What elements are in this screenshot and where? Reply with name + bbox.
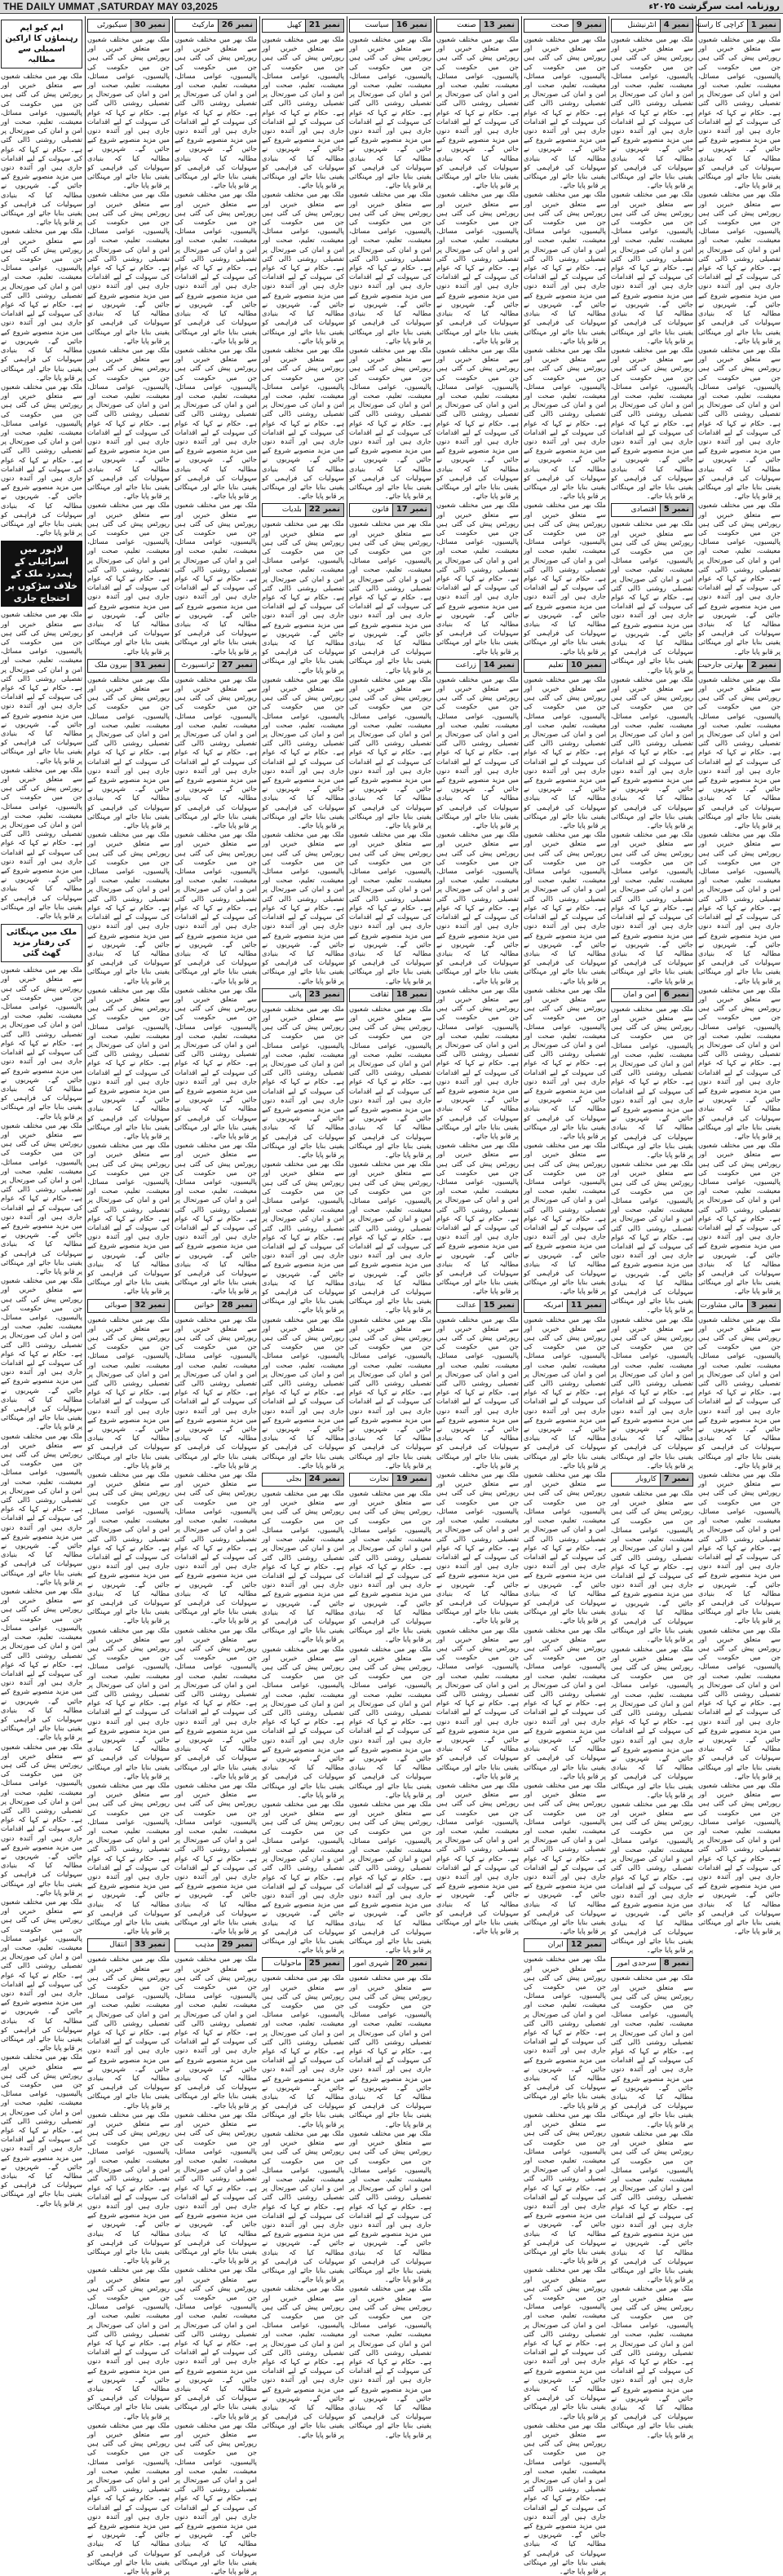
section-title: کھیل	[286, 21, 302, 29]
section-title: تعلیم	[548, 661, 564, 669]
article-paragraph: ملک بھر میں مختلف شعبوں سے متعلق خبریں اور رپورٹس پیش کی گئی ہیں جن میں حکومت کی پالیسیوں، عوامی مسائل، معیشت، تعلیم، صحت اور امن و امان کی صورتحال پر تفصیلی روشنی ڈالی گئی ہے۔ حکام نے کہا کہ عوام کی سہولت کے لیے اقدامات جاری ہیں اور آئندہ دنوں میں مزید منصوبے شروع کیے جائیں گے۔ شہریوں نے مطالبہ کیا کہ بنیادی سہولیات کی فراہمی کو یقینی بنایا جائے اور مہنگائی پر قابو پایا جائے۔	[349, 1315, 431, 1469]
article-paragraph: ملک بھر میں مختلف شعبوں سے متعلق خبریں اور رپورٹس پیش کی گئی ہیں جن میں حکومت کی پالیسیوں، عوامی مسائل، معیشت، تعلیم، صحت اور امن و امان کی صورتحال پر تفصیلی روشنی ڈالی گئی ہے۔ حکام نے کہا کہ عوام کی سہولت کے لیے اقدامات جاری ہیں اور آئندہ دنوں میں مزید منصوبے شروع کیے جائیں گے۔ شہریوں نے مطالبہ کیا کہ بنیادی سہولیات کی فراہمی کو یقینی بنایا جائے اور مہنگائی پر قابو پایا جائے۔	[1, 1431, 82, 1586]
column-rule	[696, 16, 697, 1442]
article-paragraph: ملک بھر میں مختلف شعبوں سے متعلق خبریں اور رپورٹس پیش کی گئی ہیں جن میں حکومت کی پالیسیوں، عوامی مسائل، معیشت، تعلیم، صحت اور امن و امان کی صورتحال پر تفصیلی روشنی ڈالی گئی ہے۔ حکام نے کہا کہ عوام کی سہولت کے لیے اقدامات جاری ہیں اور آئندہ دنوں میں مزید منصوبے شروع کیے جائیں گے۔ شہریوں نے مطالبہ کیا کہ بنیادی سہولیات کی فراہمی کو یقینی بنایا جائے اور مہنگائی پر قابو پایا جائے۔	[175, 2265, 257, 2420]
lead-subhead: ملک میں مہنگائی کی رفتار مزید گھٹ گئی	[1, 924, 82, 962]
section-number: نمبر 5	[660, 504, 692, 516]
article-paragraph: ملک بھر میں مختلف شعبوں سے متعلق خبریں اور رپورٹس پیش کی گئی ہیں جن میں حکومت کی پالیسیوں، عوامی مسائل، معیشت، تعلیم، صحت اور امن و امان کی صورتحال پر تفصیلی روشنی ڈالی گئی ہے۔ حکام نے کہا کہ عوام کی سہولت کے لیے اقدامات جاری ہیں اور آئندہ دنوں میں مزید منصوبے شروع کیے جائیں گے۔ شہریوں نے مطالبہ کیا کہ بنیادی سہولیات کی فراہمی کو یقینی بنایا جائے اور مہنگائی پر قابو پایا جائے۔	[1, 2052, 82, 2207]
article-paragraph: ملک بھر میں مختلف شعبوں سے متعلق خبریں اور رپورٹس پیش کی گئی ہیں جن میں حکومت کی پالیسیوں، عوامی مسائل، معیشت، تعلیم، صحت اور امن و امان کی صورتحال پر تفصیلی روشنی ڈالی گئی ہے۔ حکام نے کہا کہ عوام کی سہولت کے لیے اقدامات جاری ہیں اور آئندہ دنوں میں مزید منصوبے شروع کیے جائیں گے۔ شہریوں نے مطالبہ کیا کہ بنیادی سہولیات کی فراہمی کو یقینی بنایا جائے اور مہنگائی پر قابو پایا جائے۔	[436, 35, 519, 190]
article-paragraph: ملک بھر میں مختلف شعبوں سے متعلق خبریں اور رپورٹس پیش کی گئی ہیں جن میں حکومت کی پالیسیوں، عوامی مسائل، معیشت، تعلیم، صحت اور امن و امان کی صورتحال پر تفصیلی روشنی ڈالی گئی ہے۔ حکام نے کہا کہ عوام کی سہولت کے لیے اقدامات جاری ہیں اور آئندہ دنوں میں مزید منصوبے شروع کیے جائیں گے۔ شہریوں نے مطالبہ کیا کہ بنیادی سہولیات کی فراہمی کو یقینی بنایا جائے اور مہنگائی پر قابو پایا جائے۔	[175, 830, 257, 985]
section-number: نمبر 25	[305, 1958, 343, 1970]
section-heading	[175, 19, 257, 33]
article-paragraph: ملک بھر میں مختلف شعبوں سے متعلق خبریں اور رپورٹس پیش کی گئی ہیں جن میں حکومت کی پالیسیوں، عوامی مسائل، معیشت، تعلیم، صحت اور امن و امان کی صورتحال پر تفصیلی روشنی ڈالی گئی ہے۔ حکام نے کہا کہ عوام کی سہولت کے لیے اقدامات جاری ہیں اور آئندہ دنوں میں مزید منصوبے شروع کیے جائیں گے۔ شہریوں نے مطالبہ کیا کہ بنیادی سہولیات کی فراہمی کو یقینی بنایا جائے اور مہنگائی پر قابو پایا جائے۔	[262, 2128, 344, 2284]
article-paragraph: ملک بھر میں مختلف شعبوں سے متعلق خبریں اور رپورٹس پیش کی گئی ہیں جن میں حکومت کی پالیسیوں، عوامی مسائل، معیشت، تعلیم، صحت اور امن و امان کی صورتحال پر تفصیلی روشنی ڈالی گئی ہے۔ حکام نے کہا کہ عوام کی سہولت کے لیے اقدامات جاری ہیں اور آئندہ دنوں میں مزید منصوبے شروع کیے جائیں گے۔ شہریوں نے مطالبہ کیا کہ بنیادی سہولیات کی فراہمی کو یقینی بنایا جائے اور مہنگائی پر قابو پایا جائے۔	[1, 1276, 82, 1431]
article-paragraph: ملک بھر میں مختلف شعبوں سے متعلق خبریں اور رپورٹس پیش کی گئی ہیں جن میں حکومت کی پالیسیوں، عوامی مسائل، معیشت، تعلیم، صحت اور امن و امان کی صورتحال پر تفصیلی روشنی ڈالی گئی ہے۔ حکام نے کہا کہ عوام کی سہولت کے لیے اقدامات جاری ہیں اور آئندہ دنوں میں مزید منصوبے شروع کیے جائیں گے۔ شہریوں نے مطالبہ کیا کہ بنیادی سہولیات کی فراہمی کو یقینی بنایا جائے اور مہنگائی پر قابو پایا جائے۔	[1, 72, 82, 227]
article-paragraph: ملک بھر میں مختلف شعبوں سے متعلق خبریں اور رپورٹس پیش کی گئی ہیں جن میں حکومت کی پالیسیوں، عوامی مسائل، معیشت، تعلیم، صحت اور امن و امان کی صورتحال پر تفصیلی روشنی ڈالی گئی ہے۔ حکام نے کہا کہ عوام کی سہولت کے لیے اقدامات جاری ہیں اور آئندہ دنوں میں مزید منصوبے شروع کیے جائیں گے۔ شہریوں نے مطالبہ کیا کہ بنیادی سہولیات کی فراہمی کو یقینی بنایا جائے اور مہنگائی پر قابو پایا جائے۔	[175, 1141, 257, 1296]
article-paragraph: ملک بھر میں مختلف شعبوں سے متعلق خبریں اور رپورٹس پیش کی گئی ہیں جن میں حکومت کی پالیسیوں، عوامی مسائل، معیشت، تعلیم، صحت اور امن و امان کی صورتحال پر تفصیلی روشنی ڈالی گئی ہے۔ حکام نے کہا کہ عوام کی سہولت کے لیے اقدامات جاری ہیں اور آئندہ دنوں میں مزید منصوبے شروع کیے جائیں گے۔ شہریوں نے مطالبہ کیا کہ بنیادی سہولیات کی فراہمی کو یقینی بنایا جائے اور مہنگائی پر قابو پایا جائے۔	[175, 1780, 257, 1936]
article-paragraph: ملک بھر میں مختلف شعبوں سے متعلق خبریں اور رپورٹس پیش کی گئی ہیں جن میں حکومت کی پالیسیوں، عوامی مسائل، معیشت، تعلیم، صحت اور امن و امان کی صورتحال پر تفصیلی روشنی ڈالی گئی ہے۔ حکام نے کہا کہ عوام کی سہولت کے لیے اقدامات جاری ہیں اور آئندہ دنوں میں مزید منصوبے شروع کیے جائیں گے۔ شہریوں نے مطالبہ کیا کہ بنیادی سہولیات کی فراہمی کو یقینی بنایا جائے اور مہنگائی پر قابو پایا جائے۔	[87, 674, 170, 830]
article-paragraph: ملک بھر میں مختلف شعبوں سے متعلق خبریں اور رپورٹس پیش کی گئی ہیں جن میں حکومت کی پالیسیوں، عوامی مسائل، معیشت، تعلیم، صحت اور امن و امان کی صورتحال پر تفصیلی روشنی ڈالی گئی ہے۔ حکام نے کہا کہ عوام کی سہولت کے لیے اقدامات جاری ہیں اور آئندہ دنوں میں مزید منصوبے شروع کیے جائیں گے۔ شہریوں نے مطالبہ کیا کہ بنیادی سہولیات کی فراہمی کو یقینی بنایا جائے اور مہنگائی پر قابو پایا جائے۔	[611, 519, 693, 674]
article-paragraph: ملک بھر میں مختلف شعبوں سے متعلق خبریں اور رپورٹس پیش کی گئی ہیں جن میں حکومت کی پالیسیوں، عوامی مسائل، معیشت، تعلیم، صحت اور امن و امان کی صورتحال پر تفصیلی روشنی ڈالی گئی ہے۔ حکام نے کہا کہ عوام کی سہولت کے لیے اقدامات جاری ہیں اور آئندہ دنوں میں مزید منصوبے شروع کیے جائیں گے۔ شہریوں نے مطالبہ کیا کہ بنیادی سہولیات کی فراہمی کو یقینی بنایا جائے اور مہنگائی پر قابو پایا جائے۔	[349, 1644, 431, 1799]
article-paragraph: ملک بھر میں مختلف شعبوں سے متعلق خبریں اور رپورٹس پیش کی گئی ہیں جن میں حکومت کی پالیسیوں، عوامی مسائل، معیشت، تعلیم، صحت اور امن و امان کی صورتحال پر تفصیلی روشنی ڈالی گئی ہے۔ حکام نے کہا کہ عوام کی سہولت کے لیے اقدامات جاری ہیں اور آئندہ دنوں میں مزید منصوبے شروع کیے جائیں گے۔ شہریوں نے مطالبہ کیا کہ بنیادی سہولیات کی فراہمی کو یقینی بنایا جائے اور مہنگائی پر قابو پایا جائے۔	[524, 1780, 606, 1936]
article-paragraph: ملک بھر میں مختلف شعبوں سے متعلق خبریں اور رپورٹس پیش کی گئی ہیں جن میں حکومت کی پالیسیوں، عوامی مسائل، معیشت، تعلیم، صحت اور امن و امان کی صورتحال پر تفصیلی روشنی ڈالی گئی ہے۔ حکام نے کہا کہ عوام کی سہولت کے لیے اقدامات جاری ہیں اور آئندہ دنوں میں مزید منصوبے شروع کیے جائیں گے۔ شہریوں نے مطالبہ کیا کہ بنیادی سہولیات کی فراہمی کو یقینی بنایا جائے اور مہنگائی پر قابو پایا جائے۔	[262, 1644, 344, 1799]
article-paragraph: ملک بھر میں مختلف شعبوں سے متعلق خبریں اور رپورٹس پیش کی گئی ہیں جن میں حکومت کی پالیسیوں، عوامی مسائل، معیشت، تعلیم، صحت اور امن و امان کی صورتحال پر تفصیلی روشنی ڈالی گئی ہے۔ حکام نے کہا کہ عوام کی سہولت کے لیے اقدامات جاری ہیں اور آئندہ دنوں میں مزید منصوبے شروع کیے جائیں گے۔ شہریوں نے مطالبہ کیا کہ بنیادی سہولیات کی فراہمی کو یقینی بنایا جائے اور مہنگائی پر قابو پایا جائے۔	[698, 190, 781, 345]
article-paragraph: ملک بھر میں مختلف شعبوں سے متعلق خبریں اور رپورٹس پیش کی گئی ہیں جن میں حکومت کی پالیسیوں، عوامی مسائل، معیشت، تعلیم، صحت اور امن و امان کی صورتحال پر تفصیلی روشنی ڈالی گئی ہے۔ حکام نے کہا کہ عوام کی سہولت کے لیے اقدامات جاری ہیں اور آئندہ دنوں میں مزید منصوبے شروع کیے جائیں گے۔ شہریوں نے مطالبہ کیا کہ بنیادی سہولیات کی فراہمی کو یقینی بنایا جائے اور مہنگائی پر قابو پایا جائے۔	[262, 1160, 344, 1315]
section-title: صنعت	[457, 21, 476, 29]
section-heading	[524, 1299, 606, 1313]
section-number: نمبر 14	[480, 660, 518, 672]
section-heading	[436, 1299, 519, 1313]
section-number: نمبر 23	[305, 989, 343, 1001]
section-number: نمبر 9	[573, 20, 605, 32]
section-number: نمبر 10	[567, 660, 605, 672]
article-paragraph: ملک بھر میں مختلف شعبوں سے متعلق خبریں اور رپورٹس پیش کی گئی ہیں جن میں حکومت کی پالیسیوں، عوامی مسائل، معیشت، تعلیم، صحت اور امن و امان کی صورتحال پر تفصیلی روشنی ڈالی گئی ہے۔ حکام نے کہا کہ عوام کی سہولت کے لیے اقدامات جاری ہیں اور آئندہ دنوں میں مزید منصوبے شروع کیے جائیں گے۔ شہریوں نے مطالبہ کیا کہ بنیادی سہولیات کی فراہمی کو یقینی بنایا جائے اور مہنگائی پر قابو پایا جائے۔	[87, 1470, 170, 1625]
section-number: نمبر 17	[392, 504, 431, 516]
section-heading	[87, 19, 170, 33]
article-paragraph: ملک بھر میں مختلف شعبوں سے متعلق خبریں اور رپورٹس پیش کی گئی ہیں جن میں حکومت کی پالیسیوں، عوامی مسائل، معیشت، تعلیم، صحت اور امن و امان کی صورتحال پر تفصیلی روشنی ڈالی گئی ہے۔ حکام نے کہا کہ عوام کی سہولت کے لیے اقدامات جاری ہیں اور آئندہ دنوں میں مزید منصوبے شروع کیے جائیں گے۔ شہریوں نے مطالبہ کیا کہ بنیادی سہولیات کی فراہمی کو یقینی بنایا جائے اور مہنگائی پر قابو پایا جائے۔	[87, 345, 170, 501]
section-heading	[611, 1957, 693, 1971]
section-number: نمبر 22	[305, 504, 343, 516]
article-paragraph: ملک بھر میں مختلف شعبوں سے متعلق خبریں اور رپورٹس پیش کی گئی ہیں جن میں حکومت کی پالیسیوں، عوامی مسائل، معیشت، تعلیم، صحت اور امن و امان کی صورتحال پر تفصیلی روشنی ڈالی گئی ہے۔ حکام نے کہا کہ عوام کی سہولت کے لیے اقدامات جاری ہیں اور آئندہ دنوں میں مزید منصوبے شروع کیے جائیں گے۔ شہریوں نے مطالبہ کیا کہ بنیادی سہولیات کی فراہمی کو یقینی بنایا جائے اور مہنگائی پر قابو پایا جائے۔	[611, 1799, 693, 1955]
article-paragraph: ملک بھر میں مختلف شعبوں سے متعلق خبریں اور رپورٹس پیش کی گئی ہیں جن میں حکومت کی پالیسیوں، عوامی مسائل، معیشت، تعلیم، صحت اور امن و امان کی صورتحال پر تفصیلی روشنی ڈالی گئی ہے۔ حکام نے کہا کہ عوام کی سہولت کے لیے اقدامات جاری ہیں اور آئندہ دنوں میں مزید منصوبے شروع کیے جائیں گے۔ شہریوں نے مطالبہ کیا کہ بنیادی سہولیات کی فراہمی کو یقینی بنایا جائے اور مہنگائی پر قابو پایا جائے۔	[349, 2128, 431, 2284]
column-5	[347, 16, 434, 2439]
article-paragraph: ملک بھر میں مختلف شعبوں سے متعلق خبریں اور رپورٹس پیش کی گئی ہیں جن میں حکومت کی پالیسیوں، عوامی مسائل، معیشت، تعلیم، صحت اور امن و امان کی صورتحال پر تفصیلی روشنی ڈالی گئی ہے۔ حکام نے کہا کہ عوام کی سہولت کے لیے اقدامات جاری ہیں اور آئندہ دنوں میں مزید منصوبے شروع کیے جائیں گے۔ شہریوں نے مطالبہ کیا کہ بنیادی سہولیات کی فراہمی کو یقینی بنایا جائے اور مہنگائی پر قابو پایا جائے۔	[87, 2110, 170, 2265]
section-number: نمبر 15	[480, 1300, 518, 1312]
article-paragraph: ملک بھر میں مختلف شعبوں سے متعلق خبریں اور رپورٹس پیش کی گئی ہیں جن میں حکومت کی پالیسیوں، عوامی مسائل، معیشت، تعلیم، صحت اور امن و امان کی صورتحال پر تفصیلی روشنی ڈالی گئی ہے۔ حکام نے کہا کہ عوام کی سہولت کے لیے اقدامات جاری ہیں اور آئندہ دنوں میں مزید منصوبے شروع کیے جائیں گے۔ شہریوں نے مطالبہ کیا کہ بنیادی سہولیات کی فراہمی کو یقینی بنایا جائے اور مہنگائی پر قابو پایا جائے۔	[262, 674, 344, 830]
article-paragraph: ملک بھر میں مختلف شعبوں سے متعلق خبریں اور رپورٹس پیش کی گئی ہیں جن میں حکومت کی پالیسیوں، عوامی مسائل، معیشت، تعلیم، صحت اور امن و امان کی صورتحال پر تفصیلی روشنی ڈالی گئی ہے۔ حکام نے کہا کہ عوام کی سہولت کے لیے اقدامات جاری ہیں اور آئندہ دنوں میں مزید منصوبے شروع کیے جائیں گے۔ شہریوں نے مطالبہ کیا کہ بنیادی سہولیات کی فراہمی کو یقینی بنایا جائے اور مہنگائی پر قابو پایا جائے۔	[175, 674, 257, 830]
article-paragraph: ملک بھر میں مختلف شعبوں سے متعلق خبریں اور رپورٹس پیش کی گئی ہیں جن میں حکومت کی پالیسیوں، عوامی مسائل، معیشت، تعلیم، صحت اور امن و امان کی صورتحال پر تفصیلی روشنی ڈالی گئی ہے۔ حکام نے کہا کہ عوام کی سہولت کے لیے اقدامات جاری ہیں اور آئندہ دنوں میں مزید منصوبے شروع کیے جائیں گے۔ شہریوں نے مطالبہ کیا کہ بنیادی سہولیات کی فراہمی کو یقینی بنایا جائے اور مہنگائی پر قابو پایا جائے۔	[436, 1625, 519, 1780]
article-paragraph: ملک بھر میں مختلف شعبوں سے متعلق خبریں اور رپورٹس پیش کی گئی ہیں جن میں حکومت کی پالیسیوں، عوامی مسائل، معیشت، تعلیم، صحت اور امن و امان کی صورتحال پر تفصیلی روشنی ڈالی گئی ہے۔ حکام نے کہا کہ عوام کی سہولت کے لیے اقدامات جاری ہیں اور آئندہ دنوں میں مزید منصوبے شروع کیے جائیں گے۔ شہریوں نے مطالبہ کیا کہ بنیادی سہولیات کی فراہمی کو یقینی بنایا جائے اور مہنگائی پر قابو پایا جائے۔	[262, 1315, 344, 1469]
article-paragraph: ملک بھر میں مختلف شعبوں سے متعلق خبریں اور رپورٹس پیش کی گئی ہیں جن میں حکومت کی پالیسیوں، عوامی مسائل، معیشت، تعلیم، صحت اور امن و امان کی صورتحال پر تفصیلی روشنی ڈالی گئی ہے۔ حکام نے کہا کہ عوام کی سہولت کے لیے اقدامات جاری ہیں اور آئندہ دنوں میں مزید منصوبے شروع کیے جائیں گے۔ شہریوں نے مطالبہ کیا کہ بنیادی سہولیات کی فراہمی کو یقینی بنایا جائے اور مہنگائی پر قابو پایا جائے۔	[1, 1120, 82, 1275]
column-3	[521, 16, 608, 2576]
section-number: نمبر 33	[130, 1939, 169, 1951]
section-title: قانون	[372, 506, 389, 515]
section-title: زراعت	[455, 661, 476, 669]
article-paragraph: ملک بھر میں مختلف شعبوں سے متعلق خبریں اور رپورٹس پیش کی گئی ہیں جن میں حکومت کی پالیسیوں، عوامی مسائل، معیشت، تعلیم، صحت اور امن و امان کی صورتحال پر تفصیلی روشنی ڈالی گئی ہے۔ حکام نے کہا کہ عوام کی سہولت کے لیے اقدامات جاری ہیں اور آئندہ دنوں میں مزید منصوبے شروع کیے جائیں گے۔ شہریوں نے مطالبہ کیا کہ بنیادی سہولیات کی فراہمی کو یقینی بنایا جائے اور مہنگائی پر قابو پایا جائے۔	[175, 985, 257, 1140]
article-paragraph: ملک بھر میں مختلف شعبوں سے متعلق خبریں اور رپورٹس پیش کی گئی ہیں جن میں حکومت کی پالیسیوں، عوامی مسائل، معیشت، تعلیم، صحت اور امن و امان کی صورتحال پر تفصیلی روشنی ڈالی گئی ہے۔ حکام نے کہا کہ عوام کی سہولت کے لیے اقدامات جاری ہیں اور آئندہ دنوں میں مزید منصوبے شروع کیے جائیں گے۔ شہریوں نے مطالبہ کیا کہ بنیادی سہولیات کی فراہمی کو یقینی بنایا جائے اور مہنگائی پر قابو پایا جائے۔	[349, 1489, 431, 1644]
article-paragraph: ملک بھر میں مختلف شعبوں سے متعلق خبریں اور رپورٹس پیش کی گئی ہیں جن میں حکومت کی پالیسیوں، عوامی مسائل، معیشت، تعلیم، صحت اور امن و امان کی صورتحال پر تفصیلی روشنی ڈالی گئی ہے۔ حکام نے کہا کہ عوام کی سہولت کے لیے اقدامات جاری ہیں اور آئندہ دنوں میں مزید منصوبے شروع کیے جائیں گے۔ شہریوں نے مطالبہ کیا کہ بنیادی سہولیات کی فراہمی کو یقینی بنایا جائے اور مہنگائی پر قابو پایا جائے۔	[87, 830, 170, 985]
section-heading	[175, 1938, 257, 1952]
article-paragraph: ملک بھر میں مختلف شعبوں سے متعلق خبریں اور رپورٹس پیش کی گئی ہیں جن میں حکومت کی پالیسیوں، عوامی مسائل، معیشت، تعلیم، صحت اور امن و امان کی صورتحال پر تفصیلی روشنی ڈالی گئی ہے۔ حکام نے کہا کہ عوام کی سہولت کے لیے اقدامات جاری ہیں اور آئندہ دنوں میں مزید منصوبے شروع کیے جائیں گے۔ شہریوں نے مطالبہ کیا کہ بنیادی سہولیات کی فراہمی کو یقینی بنایا جائے اور مہنگائی پر قابو پایا جائے۔	[436, 1315, 519, 1469]
article-paragraph: ملک بھر میں مختلف شعبوں سے متعلق خبریں اور رپورٹس پیش کی گئی ہیں جن میں حکومت کی پالیسیوں، عوامی مسائل، معیشت، تعلیم، صحت اور امن و امان کی صورتحال پر تفصیلی روشنی ڈالی گئی ہے۔ حکام نے کہا کہ عوام کی سہولت کے لیے اقدامات جاری ہیں اور آئندہ دنوں میں مزید منصوبے شروع کیے جائیں گے۔ شہریوں نے مطالبہ کیا کہ بنیادی سہولیات کی فراہمی کو یقینی بنایا جائے اور مہنگائی پر قابو پایا جائے۔	[175, 2420, 257, 2576]
article-paragraph: ملک بھر میں مختلف شعبوں سے متعلق خبریں اور رپورٹس پیش کی گئی ہیں جن میں حکومت کی پالیسیوں، عوامی مسائل، معیشت، تعلیم، صحت اور امن و امان کی صورتحال پر تفصیلی روشنی ڈالی گئی ہے۔ حکام نے کہا کہ عوام کی سہولت کے لیے اقدامات جاری ہیں اور آئندہ دنوں میں مزید منصوبے شروع کیے جائیں گے۔ شہریوں نے مطالبہ کیا کہ بنیادی سہولیات کی فراہمی کو یقینی بنایا جائے اور مہنگائی پر قابو پایا جائے۔	[611, 1004, 693, 1159]
article-paragraph: ملک بھر میں مختلف شعبوں سے متعلق خبریں اور رپورٹس پیش کی گئی ہیں جن میں حکومت کی پالیسیوں، عوامی مسائل، معیشت، تعلیم، صحت اور امن و امان کی صورتحال پر تفصیلی روشنی ڈالی گئی ہے۔ حکام نے کہا کہ عوام کی سہولت کے لیے اقدامات جاری ہیں اور آئندہ دنوں میں مزید منصوبے شروع کیے جائیں گے۔ شہریوں نے مطالبہ کیا کہ بنیادی سہولیات کی فراہمی کو یقینی بنایا جائے اور مہنگائی پر قابو پایا جائے۔	[698, 1315, 781, 1469]
article-paragraph: ملک بھر میں مختلف شعبوں سے متعلق خبریں اور رپورٹس پیش کی گئی ہیں جن میں حکومت کی پالیسیوں، عوامی مسائل، معیشت، تعلیم، صحت اور امن و امان کی صورتحال پر تفصیلی روشنی ڈالی گئی ہے۔ حکام نے کہا کہ عوام کی سہولت کے لیے اقدامات جاری ہیں اور آئندہ دنوں میں مزید منصوبے شروع کیے جائیں گے۔ شہریوں نے مطالبہ کیا کہ بنیادی سہولیات کی فراہمی کو یقینی بنایا جائے اور مہنگائی پر قابو پایا جائے۔	[436, 830, 519, 985]
column-6	[259, 16, 347, 2439]
article-paragraph: ملک بھر میں مختلف شعبوں سے متعلق خبریں اور رپورٹس پیش کی گئی ہیں جن میں حکومت کی پالیسیوں، عوامی مسائل، معیشت، تعلیم، صحت اور امن و امان کی صورتحال پر تفصیلی روشنی ڈالی گئی ہے۔ حکام نے کہا کہ عوام کی سہولت کے لیے اقدامات جاری ہیں اور آئندہ دنوں میں مزید منصوبے شروع کیے جائیں گے۔ شہریوں نے مطالبہ کیا کہ بنیادی سہولیات کی فراہمی کو یقینی بنایا جائے اور مہنگائی پر قابو پایا جائے۔	[524, 501, 606, 656]
section-number: نمبر 26	[218, 20, 256, 32]
section-heading	[694, 19, 781, 33]
article-paragraph: ملک بھر میں مختلف شعبوں سے متعلق خبریں اور رپورٹس پیش کی گئی ہیں جن میں حکومت کی پالیسیوں، عوامی مسائل، معیشت، تعلیم، صحت اور امن و امان کی صورتحال پر تفصیلی روشنی ڈالی گئی ہے۔ حکام نے کہا کہ عوام کی سہولت کے لیے اقدامات جاری ہیں اور آئندہ دنوں میں مزید منصوبے شروع کیے جائیں گے۔ شہریوں نے مطالبہ کیا کہ بنیادی سہولیات کی فراہمی کو یقینی بنایا جائے اور مہنگائی پر قابو پایا جائے۔	[87, 1780, 170, 1936]
article-paragraph: ملک بھر میں مختلف شعبوں سے متعلق خبریں اور رپورٹس پیش کی گئی ہیں جن میں حکومت کی پالیسیوں، عوامی مسائل، معیشت، تعلیم، صحت اور امن و امان کی صورتحال پر تفصیلی روشنی ڈالی گئی ہے۔ حکام نے کہا کہ عوام کی سہولت کے لیے اقدامات جاری ہیں اور آئندہ دنوں میں مزید منصوبے شروع کیے جائیں گے۔ شہریوں نے مطالبہ کیا کہ بنیادی سہولیات کی فراہمی کو یقینی بنایا جائے اور مہنگائی پر قابو پایا جائے۔	[1, 765, 82, 921]
section-heading	[436, 19, 519, 33]
section-title: امن و امان	[622, 990, 657, 999]
article-paragraph: ملک بھر میں مختلف شعبوں سے متعلق خبریں اور رپورٹس پیش کی گئی ہیں جن میں حکومت کی پالیسیوں، عوامی مسائل، معیشت، تعلیم، صحت اور امن و امان کی صورتحال پر تفصیلی روشنی ڈالی گئی ہے۔ حکام نے کہا کہ عوام کی سہولت کے لیے اقدامات جاری ہیں اور آئندہ دنوں میں مزید منصوبے شروع کیے جائیں گے۔ شہریوں نے مطالبہ کیا کہ بنیادی سہولیات کی فراہمی کو یقینی بنایا جائے اور مہنگائی پر قابو پایا جائے۔	[524, 1470, 606, 1625]
article-paragraph: ملک بھر میں مختلف شعبوں سے متعلق خبریں اور رپورٹس پیش کی گئی ہیں جن میں حکومت کی پالیسیوں، عوامی مسائل، معیشت، تعلیم، صحت اور امن و امان کی صورتحال پر تفصیلی روشنی ڈالی گئی ہے۔ حکام نے کہا کہ عوام کی سہولت کے لیے اقدامات جاری ہیں اور آئندہ دنوں میں مزید منصوبے شروع کیے جائیں گے۔ شہریوں نے مطالبہ کیا کہ بنیادی سہولیات کی فراہمی کو یقینی بنایا جائے اور مہنگائی پر قابو پایا جائے۔	[87, 985, 170, 1140]
article-paragraph: ملک بھر میں مختلف شعبوں سے متعلق خبریں اور رپورٹس پیش کی گئی ہیں جن میں حکومت کی پالیسیوں، عوامی مسائل، معیشت، تعلیم، صحت اور امن و امان کی صورتحال پر تفصیلی روشنی ڈالی گئی ہے۔ حکام نے کہا کہ عوام کی سہولت کے لیے اقدامات جاری ہیں اور آئندہ دنوں میں مزید منصوبے شروع کیے جائیں گے۔ شہریوں نے مطالبہ کیا کہ بنیادی سہولیات کی فراہمی کو یقینی بنایا جائے اور مہنگائی پر قابو پایا جائے۔	[262, 519, 344, 674]
article-paragraph: ملک بھر میں مختلف شعبوں سے متعلق خبریں اور رپورٹس پیش کی گئی ہیں جن میں حکومت کی پالیسیوں، عوامی مسائل، معیشت، تعلیم، صحت اور امن و امان کی صورتحال پر تفصیلی روشنی ڈالی گئی ہے۔ حکام نے کہا کہ عوام کی سہولت کے لیے اقدامات جاری ہیں اور آئندہ دنوں میں مزید منصوبے شروع کیے جائیں گے۔ شہریوں نے مطالبہ کیا کہ بنیادی سہولیات کی فراہمی کو یقینی بنایا جائے اور مہنگائی پر قابو پایا جائے۔	[349, 190, 431, 345]
article-paragraph: ملک بھر میں مختلف شعبوں سے متعلق خبریں اور رپورٹس پیش کی گئی ہیں جن میں حکومت کی پالیسیوں، عوامی مسائل، معیشت، تعلیم، صحت اور امن و امان کی صورتحال پر تفصیلی روشنی ڈالی گئی ہے۔ حکام نے کہا کہ عوام کی سہولت کے لیے اقدامات جاری ہیں اور آئندہ دنوں میں مزید منصوبے شروع کیے جائیں گے۔ شہریوں نے مطالبہ کیا کہ بنیادی سہولیات کی فراہمی کو یقینی بنایا جائے اور مہنگائی پر قابو پایا جائے۔	[349, 674, 431, 830]
section-heading	[611, 1473, 693, 1487]
section-title: شہری امور	[352, 1960, 389, 1968]
lead-headline: ایم کیو ایم رہنماؤں کا اراکین اسمبلی سے مطالبہ	[1, 20, 82, 68]
section-number: نمبر 30	[130, 20, 169, 32]
section-heading	[262, 503, 344, 517]
section-title: صوبائی	[104, 1301, 127, 1310]
section-heading	[349, 1473, 431, 1487]
section-title: کراچی کا راستہ	[694, 21, 744, 29]
article-paragraph: ملک بھر میں مختلف شعبوں سے متعلق خبریں اور رپورٹس پیش کی گئی ہیں جن میں حکومت کی پالیسیوں، عوامی مسائل، معیشت، تعلیم، صحت اور امن و امان کی صورتحال پر تفصیلی روشنی ڈالی گئی ہے۔ حکام نے کہا کہ عوام کی سہولت کے لیے اقدامات جاری ہیں اور آئندہ دنوں میں مزید منصوبے شروع کیے جائیں گے۔ شہریوں نے مطالبہ کیا کہ بنیادی سہولیات کی فراہمی کو یقینی بنایا جائے اور مہنگائی پر قابو پایا جائے۔	[698, 830, 781, 985]
section-title: بھارتی جارحیت	[697, 661, 744, 669]
section-number: نمبر 7	[660, 1474, 692, 1486]
section-heading	[87, 1938, 170, 1952]
article-paragraph: ملک بھر میں مختلف شعبوں سے متعلق خبریں اور رپورٹس پیش کی گئی ہیں جن میں حکومت کی پالیسیوں، عوامی مسائل، معیشت، تعلیم، صحت اور امن و امان کی صورتحال پر تفصیلی روشنی ڈالی گئی ہے۔ حکام نے کہا کہ عوام کی سہولت کے لیے اقدامات جاری ہیں اور آئندہ دنوں میں مزید منصوبے شروع کیے جائیں گے۔ شہریوں نے مطالبہ کیا کہ بنیادی سہولیات کی فراہمی کو یقینی بنایا جائے اور مہنگائی پر قابو پایا جائے۔	[698, 1780, 781, 1936]
section-heading	[349, 503, 431, 517]
article-paragraph: ملک بھر میں مختلف شعبوں سے متعلق خبریں اور رپورٹس پیش کی گئی ہیں جن میں حکومت کی پالیسیوں، عوامی مسائل، معیشت، تعلیم، صحت اور امن و امان کی صورتحال پر تفصیلی روشنی ڈالی گئی ہے۔ حکام نے کہا کہ عوام کی سہولت کے لیے اقدامات جاری ہیں اور آئندہ دنوں میں مزید منصوبے شروع کیے جائیں گے۔ شہریوں نے مطالبہ کیا کہ بنیادی سہولیات کی فراہمی کو یقینی بنایا جائے اور مہنگائی پر قابو پایا جائے۔	[349, 345, 431, 501]
section-title: مذہب	[195, 1941, 215, 1950]
section-title: ماحولیات	[273, 1960, 302, 1968]
article-paragraph: ملک بھر میں مختلف شعبوں سے متعلق خبریں اور رپورٹس پیش کی گئی ہیں جن میں حکومت کی پالیسیوں، عوامی مسائل، معیشت، تعلیم، صحت اور امن و امان کی صورتحال پر تفصیلی روشنی ڈالی گئی ہے۔ حکام نے کہا کہ عوام کی سہولت کے لیے اقدامات جاری ہیں اور آئندہ دنوں میں مزید منصوبے شروع کیے جائیں گے۔ شہریوں نے مطالبہ کیا کہ بنیادی سہولیات کی فراہمی کو یقینی بنایا جائے اور مہنگائی پر قابو پایا جائے۔	[175, 1955, 257, 2110]
section-number: نمبر 32	[130, 1300, 169, 1312]
article-paragraph: ملک بھر میں مختلف شعبوں سے متعلق خبریں اور رپورٹس پیش کی گئی ہیں جن میں حکومت کی پالیسیوں، عوامی مسائل، معیشت، تعلیم، صحت اور امن و امان کی صورتحال پر تفصیلی روشنی ڈالی گئی ہے۔ حکام نے کہا کہ عوام کی سہولت کے لیے اقدامات جاری ہیں اور آئندہ دنوں میں مزید منصوبے شروع کیے جائیں گے۔ شہریوں نے مطالبہ کیا کہ بنیادی سہولیات کی فراہمی کو یقینی بنایا جائے اور مہنگائی پر قابو پایا جائے۔	[349, 519, 431, 674]
section-title: سیکیورٹی	[96, 21, 127, 29]
section-number: نمبر 27	[218, 660, 256, 672]
article-paragraph: ملک بھر میں مختلف شعبوں سے متعلق خبریں اور رپورٹس پیش کی گئی ہیں جن میں حکومت کی پالیسیوں، عوامی مسائل، معیشت، تعلیم، صحت اور امن و امان کی صورتحال پر تفصیلی روشنی ڈالی گئی ہے۔ حکام نے کہا کہ عوام کی سہولت کے لیے اقدامات جاری ہیں اور آئندہ دنوں میں مزید منصوبے شروع کیے جائیں گے۔ شہریوں نے مطالبہ کیا کہ بنیادی سہولیات کی فراہمی کو یقینی بنایا جائے اور مہنگائی پر قابو پایا جائے۔	[524, 2110, 606, 2265]
article-paragraph: ملک بھر میں مختلف شعبوں سے متعلق خبریں اور رپورٹس پیش کی گئی ہیں جن میں حکومت کی پالیسیوں، عوامی مسائل، معیشت، تعلیم، صحت اور امن و امان کی صورتحال پر تفصیلی روشنی ڈالی گئی ہے۔ حکام نے کہا کہ عوام کی سہولت کے لیے اقدامات جاری ہیں اور آئندہ دنوں میں مزید منصوبے شروع کیے جائیں گے۔ شہریوں نے مطالبہ کیا کہ بنیادی سہولیات کی فراہمی کو یقینی بنایا جائے اور مہنگائی پر قابو پایا جائے۔	[436, 501, 519, 656]
section-number: نمبر 3	[747, 1300, 780, 1312]
section-heading	[175, 1299, 257, 1313]
article-paragraph: ملک بھر میں مختلف شعبوں سے متعلق خبریں اور رپورٹس پیش کی گئی ہیں جن میں حکومت کی پالیسیوں، عوامی مسائل، معیشت، تعلیم، صحت اور امن و امان کی صورتحال پر تفصیلی روشنی ڈالی گئی ہے۔ حکام نے کہا کہ عوام کی سہولت کے لیے اقدامات جاری ہیں اور آئندہ دنوں میں مزید منصوبے شروع کیے جائیں گے۔ شہریوں نے مطالبہ کیا کہ بنیادی سہولیات کی فراہمی کو یقینی بنایا جائے اور مہنگائی پر قابو پایا جائے۔	[87, 2265, 170, 2420]
article-paragraph: ملک بھر میں مختلف شعبوں سے متعلق خبریں اور رپورٹس پیش کی گئی ہیں جن میں حکومت کی پالیسیوں، عوامی مسائل، معیشت، تعلیم، صحت اور امن و امان کی صورتحال پر تفصیلی روشنی ڈالی گئی ہے۔ حکام نے کہا کہ عوام کی سہولت کے لیے اقدامات جاری ہیں اور آئندہ دنوں میں مزید منصوبے شروع کیے جائیں گے۔ شہریوں نے مطالبہ کیا کہ بنیادی سہولیات کی فراہمی کو یقینی بنایا جائے اور مہنگائی پر قابو پایا جائے۔	[524, 345, 606, 501]
article-paragraph: ملک بھر میں مختلف شعبوں سے متعلق خبریں اور رپورٹس پیش کی گئی ہیں جن میں حکومت کی پالیسیوں، عوامی مسائل، معیشت، تعلیم، صحت اور امن و امان کی صورتحال پر تفصیلی روشنی ڈالی گئی ہے۔ حکام نے کہا کہ عوام کی سہولت کے لیے اقدامات جاری ہیں اور آئندہ دنوں میں مزید منصوبے شروع کیے جائیں گے۔ شہریوں نے مطالبہ کیا کہ بنیادی سہولیات کی فراہمی کو یقینی بنایا جائے اور مہنگائی پر قابو پایا جائے۔	[436, 1470, 519, 1625]
section-heading	[524, 1938, 606, 1952]
column-rule	[434, 16, 435, 1442]
article-paragraph: ملک بھر میں مختلف شعبوں سے متعلق خبریں اور رپورٹس پیش کی گئی ہیں جن میں حکومت کی پالیسیوں، عوامی مسائل، معیشت، تعلیم، صحت اور امن و امان کی صورتحال پر تفصیلی روشنی ڈالی گئی ہے۔ حکام نے کہا کہ عوام کی سہولت کے لیے اقدامات جاری ہیں اور آئندہ دنوں میں مزید منصوبے شروع کیے جائیں گے۔ شہریوں نے مطالبہ کیا کہ بنیادی سہولیات کی فراہمی کو یقینی بنایا جائے اور مہنگائی پر قابو پایا جائے۔	[436, 190, 519, 345]
article-paragraph: ملک بھر میں مختلف شعبوں سے متعلق خبریں اور رپورٹس پیش کی گئی ہیں جن میں حکومت کی پالیسیوں، عوامی مسائل، معیشت، تعلیم، صحت اور امن و امان کی صورتحال پر تفصیلی روشنی ڈالی گئی ہے۔ حکام نے کہا کہ عوام کی سہولت کے لیے اقدامات جاری ہیں اور آئندہ دنوں میں مزید منصوبے شروع کیے جائیں گے۔ شہریوں نے مطالبہ کیا کہ بنیادی سہولیات کی فراہمی کو یقینی بنایا جائے اور مہنگائی پر قابو پایا جائے۔	[87, 1955, 170, 2110]
article-paragraph: ملک بھر میں مختلف شعبوں سے متعلق خبریں اور رپورٹس پیش کی گئی ہیں جن میں حکومت کی پالیسیوں، عوامی مسائل، معیشت، تعلیم، صحت اور امن و امان کی صورتحال پر تفصیلی روشنی ڈالی گئی ہے۔ حکام نے کہا کہ عوام کی سہولت کے لیے اقدامات جاری ہیں اور آئندہ دنوں میں مزید منصوبے شروع کیے جائیں گے۔ شہریوں نے مطالبہ کیا کہ بنیادی سہولیات کی فراہمی کو یقینی بنایا جائے اور مہنگائی پر قابو پایا جائے۔	[1, 1897, 82, 2052]
section-heading	[262, 1957, 344, 1971]
article-paragraph: ملک بھر میں مختلف شعبوں سے متعلق خبریں اور رپورٹس پیش کی گئی ہیں جن میں حکومت کی پالیسیوں، عوامی مسائل، معیشت، تعلیم، صحت اور امن و امان کی صورتحال پر تفصیلی روشنی ڈالی گئی ہے۔ حکام نے کہا کہ عوام کی سہولت کے لیے اقدامات جاری ہیں اور آئندہ دنوں میں مزید منصوبے شروع کیے جائیں گے۔ شہریوں نے مطالبہ کیا کہ بنیادی سہولیات کی فراہمی کو یقینی بنایا جائے اور مہنگائی پر قابو پایا جائے۔	[1, 610, 82, 765]
article-paragraph: ملک بھر میں مختلف شعبوں سے متعلق خبریں اور رپورٹس پیش کی گئی ہیں جن میں حکومت کی پالیسیوں، عوامی مسائل، معیشت، تعلیم، صحت اور امن و امان کی صورتحال پر تفصیلی روشنی ڈالی گئی ہے۔ حکام نے کہا کہ عوام کی سہولت کے لیے اقدامات جاری ہیں اور آئندہ دنوں میں مزید منصوبے شروع کیے جائیں گے۔ شہریوں نے مطالبہ کیا کہ بنیادی سہولیات کی فراہمی کو یقینی بنایا جائے اور مہنگائی پر قابو پایا جائے۔	[175, 2110, 257, 2265]
article-paragraph: ملک بھر میں مختلف شعبوں سے متعلق خبریں اور رپورٹس پیش کی گئی ہیں جن میں حکومت کی پالیسیوں، عوامی مسائل، معیشت، تعلیم، صحت اور امن و امان کی صورتحال پر تفصیلی روشنی ڈالی گئی ہے۔ حکام نے کہا کہ عوام کی سہولت کے لیے اقدامات جاری ہیں اور آئندہ دنوں میں مزید منصوبے شروع کیے جائیں گے۔ شہریوں نے مطالبہ کیا کہ بنیادی سہولیات کی فراہمی کو یقینی بنایا جائے اور مہنگائی پر قابو پایا جائے۔	[262, 345, 344, 501]
column-rule	[172, 16, 173, 1442]
article-paragraph: ملک بھر میں مختلف شعبوں سے متعلق خبریں اور رپورٹس پیش کی گئی ہیں جن میں حکومت کی پالیسیوں، عوامی مسائل، معیشت، تعلیم، صحت اور امن و امان کی صورتحال پر تفصیلی روشنی ڈالی گئی ہے۔ حکام نے کہا کہ عوام کی سہولت کے لیے اقدامات جاری ہیں اور آئندہ دنوں میں مزید منصوبے شروع کیے جائیں گے۔ شہریوں نے مطالبہ کیا کہ بنیادی سہولیات کی فراہمی کو یقینی بنایا جائے اور مہنگائی پر قابو پایا جائے۔	[1, 965, 82, 1120]
article-paragraph: ملک بھر میں مختلف شعبوں سے متعلق خبریں اور رپورٹس پیش کی گئی ہیں جن میں حکومت کی پالیسیوں، عوامی مسائل، معیشت، تعلیم، صحت اور امن و امان کی صورتحال پر تفصیلی روشنی ڈالی گئی ہے۔ حکام نے کہا کہ عوام کی سہولت کے لیے اقدامات جاری ہیں اور آئندہ دنوں میں مزید منصوبے شروع کیے جائیں گے۔ شہریوں نے مطالبہ کیا کہ بنیادی سہولیات کی فراہمی کو یقینی بنایا جائے اور مہنگائی پر قابو پایا جائے۔	[436, 1141, 519, 1296]
section-number: نمبر 24	[305, 1474, 343, 1486]
article-paragraph: ملک بھر میں مختلف شعبوں سے متعلق خبریں اور رپورٹس پیش کی گئی ہیں جن میں حکومت کی پالیسیوں، عوامی مسائل، معیشت، تعلیم، صحت اور امن و امان کی صورتحال پر تفصیلی روشنی ڈالی گئی ہے۔ حکام نے کہا کہ عوام کی سہولت کے لیے اقدامات جاری ہیں اور آئندہ دنوں میں مزید منصوبے شروع کیے جائیں گے۔ شہریوں نے مطالبہ کیا کہ بنیادی سہولیات کی فراہمی کو یقینی بنایا جائے اور مہنگائی پر قابو پایا جائے۔	[262, 1973, 344, 2128]
article-paragraph: ملک بھر میں مختلف شعبوں سے متعلق خبریں اور رپورٹس پیش کی گئی ہیں جن میں حکومت کی پالیسیوں، عوامی مسائل، معیشت، تعلیم، صحت اور امن و امان کی صورتحال پر تفصیلی روشنی ڈالی گئی ہے۔ حکام نے کہا کہ عوام کی سہولت کے لیے اقدامات جاری ہیں اور آئندہ دنوں میں مزید منصوبے شروع کیے جائیں گے۔ شہریوں نے مطالبہ کیا کہ بنیادی سہولیات کی فراہمی کو یقینی بنایا جائے اور مہنگائی پر قابو پایا جائے۔	[175, 1470, 257, 1625]
section-heading	[87, 1299, 170, 1313]
section-number: نمبر 8	[660, 1958, 692, 1970]
article-paragraph: ملک بھر میں مختلف شعبوں سے متعلق خبریں اور رپورٹس پیش کی گئی ہیں جن میں حکومت کی پالیسیوں، عوامی مسائل، معیشت، تعلیم، صحت اور امن و امان کی صورتحال پر تفصیلی روشنی ڈالی گئی ہے۔ حکام نے کہا کہ عوام کی سہولت کے لیے اقدامات جاری ہیں اور آئندہ دنوں میں مزید منصوبے شروع کیے جائیں گے۔ شہریوں نے مطالبہ کیا کہ بنیادی سہولیات کی فراہمی کو یقینی بنایا جائے اور مہنگائی پر قابو پایا جائے۔	[698, 1141, 781, 1296]
article-paragraph: ملک بھر میں مختلف شعبوں سے متعلق خبریں اور رپورٹس پیش کی گئی ہیں جن میں حکومت کی پالیسیوں، عوامی مسائل، معیشت، تعلیم، صحت اور امن و امان کی صورتحال پر تفصیلی روشنی ڈالی گئی ہے۔ حکام نے کہا کہ عوام کی سہولت کے لیے اقدامات جاری ہیں اور آئندہ دنوں میں مزید منصوبے شروع کیے جائیں گے۔ شہریوں نے مطالبہ کیا کہ بنیادی سہولیات کی فراہمی کو یقینی بنایا جائے اور مہنگائی پر قابو پایا جائے۔	[87, 1625, 170, 1780]
article-paragraph: ملک بھر میں مختلف شعبوں سے متعلق خبریں اور رپورٹس پیش کی گئی ہیں جن میں حکومت کی پالیسیوں، عوامی مسائل، معیشت، تعلیم، صحت اور امن و امان کی صورتحال پر تفصیلی روشنی ڈالی گئی ہے۔ حکام نے کہا کہ عوام کی سہولت کے لیے اقدامات جاری ہیں اور آئندہ دنوں میں مزید منصوبے شروع کیے جائیں گے۔ شہریوں نے مطالبہ کیا کہ بنیادی سہولیات کی فراہمی کو یقینی بنایا جائے اور مہنگائی پر قابو پایا جائے۔	[436, 1780, 519, 1936]
article-paragraph: ملک بھر میں مختلف شعبوں سے متعلق خبریں اور رپورٹس پیش کی گئی ہیں جن میں حکومت کی پالیسیوں، عوامی مسائل، معیشت، تعلیم، صحت اور امن و امان کی صورتحال پر تفصیلی روشنی ڈالی گئی ہے۔ حکام نے کہا کہ عوام کی سہولت کے لیے اقدامات جاری ہیں اور آئندہ دنوں میں مزید منصوبے شروع کیے جائیں گے۔ شہریوں نے مطالبہ کیا کہ بنیادی سہولیات کی فراہمی کو یقینی بنایا جائے اور مہنگائی پر قابو پایا جائے۔	[436, 985, 519, 1140]
section-title: عدالت	[456, 1301, 476, 1310]
section-title: پانی	[289, 990, 302, 999]
article-paragraph: ملک بھر میں مختلف شعبوں سے متعلق خبریں اور رپورٹس پیش کی گئی ہیں جن میں حکومت کی پالیسیوں، عوامی مسائل، معیشت، تعلیم، صحت اور امن و امان کی صورتحال پر تفصیلی روشنی ڈالی گئی ہے۔ حکام نے کہا کہ عوام کی سہولت کے لیے اقدامات جاری ہیں اور آئندہ دنوں میں مزید منصوبے شروع کیے جائیں گے۔ شہریوں نے مطالبہ کیا کہ بنیادی سہولیات کی فراہمی کو یقینی بنایا جائے اور مہنگائی پر قابو پایا جائے۔	[698, 1625, 781, 1780]
article-paragraph: ملک بھر میں مختلف شعبوں سے متعلق خبریں اور رپورٹس پیش کی گئی ہیں جن میں حکومت کی پالیسیوں، عوامی مسائل، معیشت، تعلیم، صحت اور امن و امان کی صورتحال پر تفصیلی روشنی ڈالی گئی ہے۔ حکام نے کہا کہ عوام کی سہولت کے لیے اقدامات جاری ہیں اور آئندہ دنوں میں مزید منصوبے شروع کیے جائیں گے۔ شہریوں نے مطالبہ کیا کہ بنیادی سہولیات کی فراہمی کو یقینی بنایا جائے اور مہنگائی پر قابو پایا جائے۔	[698, 1470, 781, 1625]
article-paragraph: ملک بھر میں مختلف شعبوں سے متعلق خبریں اور رپورٹس پیش کی گئی ہیں جن میں حکومت کی پالیسیوں، عوامی مسائل، معیشت، تعلیم، صحت اور امن و امان کی صورتحال پر تفصیلی روشنی ڈالی گئی ہے۔ حکام نے کہا کہ عوام کی سہولت کے لیے اقدامات جاری ہیں اور آئندہ دنوں میں مزید منصوبے شروع کیے جائیں گے۔ شہریوں نے مطالبہ کیا کہ بنیادی سہولیات کی فراہمی کو یقینی بنایا جائے اور مہنگائی پر قابو پایا جائے۔	[698, 345, 781, 501]
section-heading	[524, 659, 606, 673]
column-8	[85, 16, 172, 2576]
article-paragraph: ملک بھر میں مختلف شعبوں سے متعلق خبریں اور رپورٹس پیش کی گئی ہیں جن میں حکومت کی پالیسیوں، عوامی مسائل، معیشت، تعلیم، صحت اور امن و امان کی صورتحال پر تفصیلی روشنی ڈالی گئی ہے۔ حکام نے کہا کہ عوام کی سہولت کے لیے اقدامات جاری ہیں اور آئندہ دنوں میں مزید منصوبے شروع کیے جائیں گے۔ شہریوں نے مطالبہ کیا کہ بنیادی سہولیات کی فراہمی کو یقینی بنایا جائے اور مہنگائی پر قابو پایا جائے۔	[262, 1004, 344, 1159]
article-paragraph: ملک بھر میں مختلف شعبوں سے متعلق خبریں اور رپورٹس پیش کی گئی ہیں جن میں حکومت کی پالیسیوں، عوامی مسائل، معیشت، تعلیم، صحت اور امن و امان کی صورتحال پر تفصیلی روشنی ڈالی گئی ہے۔ حکام نے کہا کہ عوام کی سہولت کے لیے اقدامات جاری ہیں اور آئندہ دنوں میں مزید منصوبے شروع کیے جائیں گے۔ شہریوں نے مطالبہ کیا کہ بنیادی سہولیات کی فراہمی کو یقینی بنایا جائے اور مہنگائی پر قابو پایا جائے۔	[87, 35, 170, 190]
article-paragraph: ملک بھر میں مختلف شعبوں سے متعلق خبریں اور رپورٹس پیش کی گئی ہیں جن میں حکومت کی پالیسیوں، عوامی مسائل، معیشت، تعلیم، صحت اور امن و امان کی صورتحال پر تفصیلی روشنی ڈالی گئی ہے۔ حکام نے کہا کہ عوام کی سہولت کے لیے اقدامات جاری ہیں اور آئندہ دنوں میں مزید منصوبے شروع کیے جائیں گے۔ شہریوں نے مطالبہ کیا کہ بنیادی سہولیات کی فراہمی کو یقینی بنایا جائے اور مہنگائی پر قابو پایا جائے۔	[611, 1315, 693, 1469]
article-paragraph: ملک بھر میں مختلف شعبوں سے متعلق خبریں اور رپورٹس پیش کی گئی ہیں جن میں حکومت کی پالیسیوں، عوامی مسائل، معیشت، تعلیم، صحت اور امن و امان کی صورتحال پر تفصیلی روشنی ڈالی گئی ہے۔ حکام نے کہا کہ عوام کی سہولت کے لیے اقدامات جاری ہیں اور آئندہ دنوں میں مزید منصوبے شروع کیے جائیں گے۔ شہریوں نے مطالبہ کیا کہ بنیادی سہولیات کی فراہمی کو یقینی بنایا جائے اور مہنگائی پر قابو پایا جائے۔	[262, 1489, 344, 1644]
section-number: نمبر 31	[130, 660, 169, 672]
article-paragraph: ملک بھر میں مختلف شعبوں سے متعلق خبریں اور رپورٹس پیش کی گئی ہیں جن میں حکومت کی پالیسیوں، عوامی مسائل، معیشت، تعلیم، صحت اور امن و امان کی صورتحال پر تفصیلی روشنی ڈالی گئی ہے۔ حکام نے کہا کہ عوام کی سہولت کے لیے اقدامات جاری ہیں اور آئندہ دنوں میں مزید منصوبے شروع کیے جائیں گے۔ شہریوں نے مطالبہ کیا کہ بنیادی سہولیات کی فراہمی کو یقینی بنایا جائے اور مہنگائی پر قابو پایا جائے۔	[436, 345, 519, 501]
masthead-urdu-title: روزنامہ امت سرگزشت ۲۰۲۵ء	[648, 1, 780, 11]
article-paragraph: ملک بھر میں مختلف شعبوں سے متعلق خبریں اور رپورٹس پیش کی گئی ہیں جن میں حکومت کی پالیسیوں، عوامی مسائل، معیشت، تعلیم، صحت اور امن و امان کی صورتحال پر تفصیلی روشنی ڈالی گئی ہے۔ حکام نے کہا کہ عوام کی سہولت کے لیے اقدامات جاری ہیں اور آئندہ دنوں میں مزید منصوبے شروع کیے جائیں گے۔ شہریوں نے مطالبہ کیا کہ بنیادی سہولیات کی فراہمی کو یقینی بنایا جائے اور مہنگائی پر قابو پایا جائے۔	[262, 1799, 344, 1955]
article-paragraph: ملک بھر میں مختلف شعبوں سے متعلق خبریں اور رپورٹس پیش کی گئی ہیں جن میں حکومت کی پالیسیوں، عوامی مسائل، معیشت، تعلیم، صحت اور امن و امان کی صورتحال پر تفصیلی روشنی ڈالی گئی ہے۔ حکام نے کہا کہ عوام کی سہولت کے لیے اقدامات جاری ہیں اور آئندہ دنوں میں مزید منصوبے شروع کیے جائیں گے۔ شہریوں نے مطالبہ کیا کہ بنیادی سہولیات کی فراہمی کو یقینی بنایا جائے اور مہنگائی پر قابو پایا جائے۔	[524, 1625, 606, 1780]
section-number: نمبر 12	[567, 1939, 605, 1951]
article-paragraph: ملک بھر میں مختلف شعبوں سے متعلق خبریں اور رپورٹس پیش کی گئی ہیں جن میں حکومت کی پالیسیوں، عوامی مسائل، معیشت، تعلیم، صحت اور امن و امان کی صورتحال پر تفصیلی روشنی ڈالی گئی ہے۔ حکام نے کہا کہ عوام کی سہولت کے لیے اقدامات جاری ہیں اور آئندہ دنوں میں مزید منصوبے شروع کیے جائیں گے۔ شہریوں نے مطالبہ کیا کہ بنیادی سہولیات کی فراہمی کو یقینی بنایا جائے اور مہنگائی پر قابو پایا جائے۔	[87, 190, 170, 345]
article-paragraph: ملک بھر میں مختلف شعبوں سے متعلق خبریں اور رپورٹس پیش کی گئی ہیں جن میں حکومت کی پالیسیوں، عوامی مسائل، معیشت، تعلیم، صحت اور امن و امان کی صورتحال پر تفصیلی روشنی ڈالی گئی ہے۔ حکام نے کہا کہ عوام کی سہولت کے لیے اقدامات جاری ہیں اور آئندہ دنوں میں مزید منصوبے شروع کیے جائیں گے۔ شہریوں نے مطالبہ کیا کہ بنیادی سہولیات کی فراہمی کو یقینی بنایا جائے اور مہنگائی پر قابو پایا جائے۔	[1, 1587, 82, 1742]
section-title: اقتصادی	[630, 506, 657, 515]
article-paragraph: ملک بھر میں مختلف شعبوں سے متعلق خبریں اور رپورٹس پیش کی گئی ہیں جن میں حکومت کی پالیسیوں، عوامی مسائل، معیشت، تعلیم، صحت اور امن و امان کی صورتحال پر تفصیلی روشنی ڈالی گئی ہے۔ حکام نے کہا کہ عوام کی سہولت کے لیے اقدامات جاری ہیں اور آئندہ دنوں میں مزید منصوبے شروع کیے جائیں گے۔ شہریوں نے مطالبہ کیا کہ بنیادی سہولیات کی فراہمی کو یقینی بنایا جائے اور مہنگائی پر قابو پایا جائے۔	[175, 1625, 257, 1780]
section-number: نمبر 13	[480, 20, 518, 32]
article-paragraph: ملک بھر میں مختلف شعبوں سے متعلق خبریں اور رپورٹس پیش کی گئی ہیں جن میں حکومت کی پالیسیوں، عوامی مسائل، معیشت، تعلیم، صحت اور امن و امان کی صورتحال پر تفصیلی روشنی ڈالی گئی ہے۔ حکام نے کہا کہ عوام کی سہولت کے لیے اقدامات جاری ہیں اور آئندہ دنوں میں مزید منصوبے شروع کیے جائیں گے۔ شہریوں نے مطالبہ کیا کہ بنیادی سہولیات کی فراہمی کو یقینی بنایا جائے اور مہنگائی پر قابو پایا جائے۔	[87, 1315, 170, 1469]
article-paragraph: ملک بھر میں مختلف شعبوں سے متعلق خبریں اور رپورٹس پیش کی گئی ہیں جن میں حکومت کی پالیسیوں، عوامی مسائل، معیشت، تعلیم، صحت اور امن و امان کی صورتحال پر تفصیلی روشنی ڈالی گئی ہے۔ حکام نے کہا کہ عوام کی سہولت کے لیے اقدامات جاری ہیں اور آئندہ دنوں میں مزید منصوبے شروع کیے جائیں گے۔ شہریوں نے مطالبہ کیا کہ بنیادی سہولیات کی فراہمی کو یقینی بنایا جائے اور مہنگائی پر قابو پایا جائے۔	[175, 1315, 257, 1469]
lead-banner: لاہور میں اسرائیلی کے ہمدرد ملک کے خلاف سڑکوں پر احتجاج جاری	[1, 541, 82, 607]
article-paragraph: ملک بھر میں مختلف شعبوں سے متعلق خبریں اور رپورٹس پیش کی گئی ہیں جن میں حکومت کی پالیسیوں، عوامی مسائل، معیشت، تعلیم، صحت اور امن و امان کی صورتحال پر تفصیلی روشنی ڈالی گئی ہے۔ حکام نے کہا کہ عوام کی سہولت کے لیے اقدامات جاری ہیں اور آئندہ دنوں میں مزید منصوبے شروع کیے جائیں گے۔ شہریوں نے مطالبہ کیا کہ بنیادی سہولیات کی فراہمی کو یقینی بنایا جائے اور مہنگائی پر قابو پایا جائے۔	[349, 1160, 431, 1315]
section-number: نمبر 6	[660, 989, 692, 1001]
section-title: سرحدی امور	[616, 1960, 657, 1968]
article-paragraph: ملک بھر میں مختلف شعبوں سے متعلق خبریں اور رپورٹس پیش کی گئی ہیں جن میں حکومت کی پالیسیوں، عوامی مسائل، معیشت، تعلیم، صحت اور امن و امان کی صورتحال پر تفصیلی روشنی ڈالی گئی ہے۔ حکام نے کہا کہ عوام کی سہولت کے لیے اقدامات جاری ہیں اور آئندہ دنوں میں مزید منصوبے شروع کیے جائیں گے۔ شہریوں نے مطالبہ کیا کہ بنیادی سہولیات کی فراہمی کو یقینی بنایا جائے اور مہنگائی پر قابو پایا جائے۔	[175, 501, 257, 656]
column-rule	[521, 16, 522, 1442]
column-rule	[259, 16, 260, 1442]
section-number: نمبر 21	[305, 20, 343, 32]
section-number: نمبر 1	[747, 20, 780, 32]
column-4	[434, 16, 521, 1936]
article-paragraph: ملک بھر میں مختلف شعبوں سے متعلق خبریں اور رپورٹس پیش کی گئی ہیں جن میں حکومت کی پالیسیوں، عوامی مسائل، معیشت، تعلیم، صحت اور امن و امان کی صورتحال پر تفصیلی روشنی ڈالی گئی ہے۔ حکام نے کہا کہ عوام کی سہولت کے لیے اقدامات جاری ہیں اور آئندہ دنوں میں مزید منصوبے شروع کیے جائیں گے۔ شہریوں نے مطالبہ کیا کہ بنیادی سہولیات کی فراہمی کو یقینی بنایا جائے اور مہنگائی پر قابو پایا جائے۔	[349, 830, 431, 985]
section-heading	[349, 19, 431, 33]
article-paragraph: ملک بھر میں مختلف شعبوں سے متعلق خبریں اور رپورٹس پیش کی گئی ہیں جن میں حکومت کی پالیسیوں، عوامی مسائل، معیشت، تعلیم، صحت اور امن و امان کی صورتحال پر تفصیلی روشنی ڈالی گئی ہے۔ حکام نے کہا کہ عوام کی سہولت کے لیے اقدامات جاری ہیں اور آئندہ دنوں میں مزید منصوبے شروع کیے جائیں گے۔ شہریوں نے مطالبہ کیا کہ بنیادی سہولیات کی فراہمی کو یقینی بنایا جائے اور مہنگائی پر قابو پایا جائے۔	[262, 35, 344, 190]
article-paragraph: ملک بھر میں مختلف شعبوں سے متعلق خبریں اور رپورٹس پیش کی گئی ہیں جن میں حکومت کی پالیسیوں، عوامی مسائل، معیشت، تعلیم، صحت اور امن و امان کی صورتحال پر تفصیلی روشنی ڈالی گئی ہے۔ حکام نے کہا کہ عوام کی سہولت کے لیے اقدامات جاری ہیں اور آئندہ دنوں میں مزید منصوبے شروع کیے جائیں گے۔ شہریوں نے مطالبہ کیا کہ بنیادی سہولیات کی فراہمی کو یقینی بنایا جائے اور مہنگائی پر قابو پایا جائے۔	[262, 190, 344, 345]
article-paragraph: ملک بھر میں مختلف شعبوں سے متعلق خبریں اور رپورٹس پیش کی گئی ہیں جن میں حکومت کی پالیسیوں، عوامی مسائل، معیشت، تعلیم، صحت اور امن و امان کی صورتحال پر تفصیلی روشنی ڈالی گئی ہے۔ حکام نے کہا کہ عوام کی سہولت کے لیے اقدامات جاری ہیں اور آئندہ دنوں میں مزید منصوبے شروع کیے جائیں گے۔ شہریوں نے مطالبہ کیا کہ بنیادی سہولیات کی فراہمی کو یقینی بنایا جائے اور مہنگائی پر قابو پایا جائے۔	[611, 674, 693, 830]
article-paragraph: ملک بھر میں مختلف شعبوں سے متعلق خبریں اور رپورٹس پیش کی گئی ہیں جن میں حکومت کی پالیسیوں، عوامی مسائل، معیشت، تعلیم، صحت اور امن و امان کی صورتحال پر تفصیلی روشنی ڈالی گئی ہے۔ حکام نے کہا کہ عوام کی سہولت کے لیے اقدامات جاری ہیں اور آئندہ دنوں میں مزید منصوبے شروع کیے جائیں گے۔ شہریوں نے مطالبہ کیا کہ بنیادی سہولیات کی فراہمی کو یقینی بنایا جائے اور مہنگائی پر قابو پایا جائے۔	[349, 2284, 431, 2439]
section-heading	[87, 659, 170, 673]
section-number: نمبر 11	[567, 1300, 605, 1312]
section-heading	[611, 988, 693, 1002]
section-number: نمبر 28	[218, 1300, 256, 1312]
column-2	[608, 16, 696, 2439]
article-paragraph: ملک بھر میں مختلف شعبوں سے متعلق خبریں اور رپورٹس پیش کی گئی ہیں جن میں حکومت کی پالیسیوں، عوامی مسائل، معیشت، تعلیم، صحت اور امن و امان کی صورتحال پر تفصیلی روشنی ڈالی گئی ہے۔ حکام نے کہا کہ عوام کی سہولت کے لیے اقدامات جاری ہیں اور آئندہ دنوں میں مزید منصوبے شروع کیے جائیں گے۔ شہریوں نے مطالبہ کیا کہ بنیادی سہولیات کی فراہمی کو یقینی بنایا جائے اور مہنگائی پر قابو پایا جائے۔	[524, 830, 606, 985]
section-number: نمبر 18	[392, 989, 431, 1001]
article-paragraph: ملک بھر میں مختلف شعبوں سے متعلق خبریں اور رپورٹس پیش کی گئی ہیں جن میں حکومت کی پالیسیوں، عوامی مسائل، معیشت، تعلیم، صحت اور امن و امان کی صورتحال پر تفصیلی روشنی ڈالی گئی ہے۔ حکام نے کہا کہ عوام کی سہولت کے لیے اقدامات جاری ہیں اور آئندہ دنوں میں مزید منصوبے شروع کیے جائیں گے۔ شہریوں نے مطالبہ کیا کہ بنیادی سہولیات کی فراہمی کو یقینی بنایا جائے اور مہنگائی پر قابو پایا جائے۔	[1, 227, 82, 382]
article-paragraph: ملک بھر میں مختلف شعبوں سے متعلق خبریں اور رپورٹس پیش کی گئی ہیں جن میں حکومت کی پالیسیوں، عوامی مسائل، معیشت، تعلیم، صحت اور امن و امان کی صورتحال پر تفصیلی روشنی ڈالی گئی ہے۔ حکام نے کہا کہ عوام کی سہولت کے لیے اقدامات جاری ہیں اور آئندہ دنوں میں مزید منصوبے شروع کیے جائیں گے۔ شہریوں نے مطالبہ کیا کہ بنیادی سہولیات کی فراہمی کو یقینی بنایا جائے اور مہنگائی پر قابو پایا جائے۔	[349, 1799, 431, 1955]
article-paragraph: ملک بھر میں مختلف شعبوں سے متعلق خبریں اور رپورٹس پیش کی گئی ہیں جن میں حکومت کی پالیسیوں، عوامی مسائل، معیشت، تعلیم، صحت اور امن و امان کی صورتحال پر تفصیلی روشنی ڈالی گئی ہے۔ حکام نے کہا کہ عوام کی سہولت کے لیے اقدامات جاری ہیں اور آئندہ دنوں میں مزید منصوبے شروع کیے جائیں گے۔ شہریوں نے مطالبہ کیا کہ بنیادی سہولیات کی فراہمی کو یقینی بنایا جائے اور مہنگائی پر قابو پایا جائے۔	[698, 674, 781, 830]
section-heading	[611, 19, 693, 33]
section-heading	[262, 988, 344, 1002]
article-paragraph: ملک بھر میں مختلف شعبوں سے متعلق خبریں اور رپورٹس پیش کی گئی ہیں جن میں حکومت کی پالیسیوں، عوامی مسائل، معیشت، تعلیم، صحت اور امن و امان کی صورتحال پر تفصیلی روشنی ڈالی گئی ہے۔ حکام نے کہا کہ عوام کی سہولت کے لیے اقدامات جاری ہیں اور آئندہ دنوں میں مزید منصوبے شروع کیے جائیں گے۔ شہریوں نے مطالبہ کیا کہ بنیادی سہولیات کی فراہمی کو یقینی بنایا جائے اور مہنگائی پر قابو پایا جائے۔	[611, 830, 693, 985]
section-title: کاروبار	[635, 1475, 657, 1484]
section-title: ثقافت	[369, 990, 389, 999]
article-paragraph: ملک بھر میں مختلف شعبوں سے متعلق خبریں اور رپورٹس پیش کی گئی ہیں جن میں حکومت کی پالیسیوں، عوامی مسائل، معیشت، تعلیم، صحت اور امن و امان کی صورتحال پر تفصیلی روشنی ڈالی گئی ہے۔ حکام نے کہا کہ عوام کی سہولت کے لیے اقدامات جاری ہیں اور آئندہ دنوں میں مزید منصوبے شروع کیے جائیں گے۔ شہریوں نے مطالبہ کیا کہ بنیادی سہولیات کی فراہمی کو یقینی بنایا جائے اور مہنگائی پر قابو پایا جائے۔	[87, 1141, 170, 1296]
column-1	[694, 16, 783, 1936]
article-paragraph: ملک بھر میں مختلف شعبوں سے متعلق خبریں اور رپورٹس پیش کی گئی ہیں جن میں حکومت کی پالیسیوں، عوامی مسائل، معیشت، تعلیم، صحت اور امن و امان کی صورتحال پر تفصیلی روشنی ڈالی گئی ہے۔ حکام نے کہا کہ عوام کی سہولت کے لیے اقدامات جاری ہیں اور آئندہ دنوں میں مزید منصوبے شروع کیے جائیں گے۔ شہریوں نے مطالبہ کیا کہ بنیادی سہولیات کی فراہمی کو یقینی بنایا جائے اور مہنگائی پر قابو پایا جائے۔	[175, 35, 257, 190]
article-paragraph: ملک بھر میں مختلف شعبوں سے متعلق خبریں اور رپورٹس پیش کی گئی ہیں جن میں حکومت کی پالیسیوں، عوامی مسائل، معیشت، تعلیم، صحت اور امن و امان کی صورتحال پر تفصیلی روشنی ڈالی گئی ہے۔ حکام نے کہا کہ عوام کی سہولت کے لیے اقدامات جاری ہیں اور آئندہ دنوں میں مزید منصوبے شروع کیے جائیں گے۔ شہریوں نے مطالبہ کیا کہ بنیادی سہولیات کی فراہمی کو یقینی بنایا جائے اور مہنگائی پر قابو پایا جائے۔	[611, 35, 693, 190]
article-paragraph: ملک بھر میں مختلف شعبوں سے متعلق خبریں اور رپورٹس پیش کی گئی ہیں جن میں حکومت کی پالیسیوں، عوامی مسائل، معیشت، تعلیم، صحت اور امن و امان کی صورتحال پر تفصیلی روشنی ڈالی گئی ہے۔ حکام نے کہا کہ عوام کی سہولت کے لیے اقدامات جاری ہیں اور آئندہ دنوں میں مزید منصوبے شروع کیے جائیں گے۔ شہریوں نے مطالبہ کیا کہ بنیادی سہولیات کی فراہمی کو یقینی بنایا جائے اور مہنگائی پر قابو پایا جائے۔	[1, 382, 82, 537]
section-title: ٹرانسپورٹ	[181, 661, 215, 669]
section-heading	[262, 1473, 344, 1487]
section-heading	[349, 1957, 431, 1971]
article-paragraph: ملک بھر میں مختلف شعبوں سے متعلق خبریں اور رپورٹس پیش کی گئی ہیں جن میں حکومت کی پالیسیوں، عوامی مسائل، معیشت، تعلیم، صحت اور امن و امان کی صورتحال پر تفصیلی روشنی ڈالی گئی ہے۔ حکام نے کہا کہ عوام کی سہولت کے لیے اقدامات جاری ہیں اور آئندہ دنوں میں مزید منصوبے شروع کیے جائیں گے۔ شہریوں نے مطالبہ کیا کہ بنیادی سہولیات کی فراہمی کو یقینی بنایا جائے اور مہنگائی پر قابو پایا جائے۔	[436, 674, 519, 830]
article-paragraph: ملک بھر میں مختلف شعبوں سے متعلق خبریں اور رپورٹس پیش کی گئی ہیں جن میں حکومت کی پالیسیوں، عوامی مسائل، معیشت، تعلیم، صحت اور امن و امان کی صورتحال پر تفصیلی روشنی ڈالی گئی ہے۔ حکام نے کہا کہ عوام کی سہولت کے لیے اقدامات جاری ہیں اور آئندہ دنوں میں مزید منصوبے شروع کیے جائیں گے۔ شہریوں نے مطالبہ کیا کہ بنیادی سہولیات کی فراہمی کو یقینی بنایا جائے اور مہنگائی پر قابو پایا جائے۔	[524, 190, 606, 345]
section-title: بیرون ملک	[94, 661, 127, 669]
column-rule	[85, 16, 86, 1442]
section-heading	[611, 503, 693, 517]
article-paragraph: ملک بھر میں مختلف شعبوں سے متعلق خبریں اور رپورٹس پیش کی گئی ہیں جن میں حکومت کی پالیسیوں، عوامی مسائل، معیشت، تعلیم، صحت اور امن و امان کی صورتحال پر تفصیلی روشنی ڈالی گئی ہے۔ حکام نے کہا کہ عوام کی سہولت کے لیے اقدامات جاری ہیں اور آئندہ دنوں میں مزید منصوبے شروع کیے جائیں گے۔ شہریوں نے مطالبہ کیا کہ بنیادی سہولیات کی فراہمی کو یقینی بنایا جائے اور مہنگائی پر قابو پایا جائے۔	[698, 985, 781, 1140]
section-title: سیاست	[365, 21, 389, 29]
section-title: تجارت	[369, 1475, 389, 1484]
article-paragraph: ملک بھر میں مختلف شعبوں سے متعلق خبریں اور رپورٹس پیش کی گئی ہیں جن میں حکومت کی پالیسیوں، عوامی مسائل، معیشت، تعلیم، صحت اور امن و امان کی صورتحال پر تفصیلی روشنی ڈالی گئی ہے۔ حکام نے کہا کہ عوام کی سہولت کے لیے اقدامات جاری ہیں اور آئندہ دنوں میں مزید منصوبے شروع کیے جائیں گے۔ شہریوں نے مطالبہ کیا کہ بنیادی سہولیات کی فراہمی کو یقینی بنایا جائے اور مہنگائی پر قابو پایا جائے۔	[524, 1141, 606, 1296]
section-title: صحت	[551, 21, 569, 29]
article-paragraph: ملک بھر میں مختلف شعبوں سے متعلق خبریں اور رپورٹس پیش کی گئی ہیں جن میں حکومت کی پالیسیوں، عوامی مسائل، معیشت، تعلیم، صحت اور امن و امان کی صورتحال پر تفصیلی روشنی ڈالی گئی ہے۔ حکام نے کہا کہ عوام کی سہولت کے لیے اقدامات جاری ہیں اور آئندہ دنوں میں مزید منصوبے شروع کیے جائیں گے۔ شہریوں نے مطالبہ کیا کہ بنیادی سہولیات کی فراہمی کو یقینی بنایا جائے اور مہنگائی پر قابو پایا جائے۔	[611, 2128, 693, 2284]
column-9	[0, 16, 85, 2207]
article-paragraph: ملک بھر میں مختلف شعبوں سے متعلق خبریں اور رپورٹس پیش کی گئی ہیں جن میں حکومت کی پالیسیوں، عوامی مسائل، معیشت، تعلیم، صحت اور امن و امان کی صورتحال پر تفصیلی روشنی ڈالی گئی ہے۔ حکام نے کہا کہ عوام کی سہولت کے لیے اقدامات جاری ہیں اور آئندہ دنوں میں مزید منصوبے شروع کیے جائیں گے۔ شہریوں نے مطالبہ کیا کہ بنیادی سہولیات کی فراہمی کو یقینی بنایا جائے اور مہنگائی پر قابو پایا جائے۔	[524, 985, 606, 1140]
article-paragraph: ملک بھر میں مختلف شعبوں سے متعلق خبریں اور رپورٹس پیش کی گئی ہیں جن میں حکومت کی پالیسیوں، عوامی مسائل، معیشت، تعلیم، صحت اور امن و امان کی صورتحال پر تفصیلی روشنی ڈالی گئی ہے۔ حکام نے کہا کہ عوام کی سہولت کے لیے اقدامات جاری ہیں اور آئندہ دنوں میں مزید منصوبے شروع کیے جائیں گے۔ شہریوں نے مطالبہ کیا کہ بنیادی سہولیات کی فراہمی کو یقینی بنایا جائے اور مہنگائی پر قابو پایا جائے۔	[611, 1973, 693, 2128]
article-paragraph: ملک بھر میں مختلف شعبوں سے متعلق خبریں اور رپورٹس پیش کی گئی ہیں جن میں حکومت کی پالیسیوں، عوامی مسائل، معیشت، تعلیم، صحت اور امن و امان کی صورتحال پر تفصیلی روشنی ڈالی گئی ہے۔ حکام نے کہا کہ عوام کی سہولت کے لیے اقدامات جاری ہیں اور آئندہ دنوں میں مزید منصوبے شروع کیے جائیں گے۔ شہریوں نے مطالبہ کیا کہ بنیادی سہولیات کی فراہمی کو یقینی بنایا جائے اور مہنگائی پر قابو پایا جائے۔	[524, 1315, 606, 1469]
article-paragraph: ملک بھر میں مختلف شعبوں سے متعلق خبریں اور رپورٹس پیش کی گئی ہیں جن میں حکومت کی پالیسیوں، عوامی مسائل، معیشت، تعلیم، صحت اور امن و امان کی صورتحال پر تفصیلی روشنی ڈالی گئی ہے۔ حکام نے کہا کہ عوام کی سہولت کے لیے اقدامات جاری ہیں اور آئندہ دنوں میں مزید منصوبے شروع کیے جائیں گے۔ شہریوں نے مطالبہ کیا کہ بنیادی سہولیات کی فراہمی کو یقینی بنایا جائے اور مہنگائی پر قابو پایا جائے۔	[262, 830, 344, 985]
article-paragraph: ملک بھر میں مختلف شعبوں سے متعلق خبریں اور رپورٹس پیش کی گئی ہیں جن میں حکومت کی پالیسیوں، عوامی مسائل، معیشت، تعلیم، صحت اور امن و امان کی صورتحال پر تفصیلی روشنی ڈالی گئی ہے۔ حکام نے کہا کہ عوام کی سہولت کے لیے اقدامات جاری ہیں اور آئندہ دنوں میں مزید منصوبے شروع کیے جائیں گے۔ شہریوں نے مطالبہ کیا کہ بنیادی سہولیات کی فراہمی کو یقینی بنایا جائے اور مہنگائی پر قابو پایا جائے۔	[524, 2265, 606, 2420]
article-paragraph: ملک بھر میں مختلف شعبوں سے متعلق خبریں اور رپورٹس پیش کی گئی ہیں جن میں حکومت کی پالیسیوں، عوامی مسائل، معیشت، تعلیم، صحت اور امن و امان کی صورتحال پر تفصیلی روشنی ڈالی گئی ہے۔ حکام نے کہا کہ عوام کی سہولت کے لیے اقدامات جاری ہیں اور آئندہ دنوں میں مزید منصوبے شروع کیے جائیں گے۔ شہریوں نے مطالبہ کیا کہ بنیادی سہولیات کی فراہمی کو یقینی بنایا جائے اور مہنگائی پر قابو پایا جائے۔	[611, 1644, 693, 1799]
section-heading	[524, 19, 606, 33]
section-number: نمبر 20	[392, 1958, 431, 1970]
section-heading	[349, 988, 431, 1002]
article-paragraph: ملک بھر میں مختلف شعبوں سے متعلق خبریں اور رپورٹس پیش کی گئی ہیں جن میں حکومت کی پالیسیوں، عوامی مسائل، معیشت، تعلیم، صحت اور امن و امان کی صورتحال پر تفصیلی روشنی ڈالی گئی ہے۔ حکام نے کہا کہ عوام کی سہولت کے لیے اقدامات جاری ہیں اور آئندہ دنوں میں مزید منصوبے شروع کیے جائیں گے۔ شہریوں نے مطالبہ کیا کہ بنیادی سہولیات کی فراہمی کو یقینی بنایا جائے اور مہنگائی پر قابو پایا جائے۔	[87, 501, 170, 656]
article-paragraph: ملک بھر میں مختلف شعبوں سے متعلق خبریں اور رپورٹس پیش کی گئی ہیں جن میں حکومت کی پالیسیوں، عوامی مسائل، معیشت، تعلیم، صحت اور امن و امان کی صورتحال پر تفصیلی روشنی ڈالی گئی ہے۔ حکام نے کہا کہ عوام کی سہولت کے لیے اقدامات جاری ہیں اور آئندہ دنوں میں مزید منصوبے شروع کیے جائیں گے۔ شہریوں نے مطالبہ کیا کہ بنیادی سہولیات کی فراہمی کو یقینی بنایا جائے اور مہنگائی پر قابو پایا جائے۔	[1, 1742, 82, 1897]
article-paragraph: ملک بھر میں مختلف شعبوں سے متعلق خبریں اور رپورٹس پیش کی گئی ہیں جن میں حکومت کی پالیسیوں، عوامی مسائل، معیشت، تعلیم، صحت اور امن و امان کی صورتحال پر تفصیلی روشنی ڈالی گئی ہے۔ حکام نے کہا کہ عوام کی سہولت کے لیے اقدامات جاری ہیں اور آئندہ دنوں میں مزید منصوبے شروع کیے جائیں گے۔ شہریوں نے مطالبہ کیا کہ بنیادی سہولیات کی فراہمی کو یقینی بنایا جائے اور مہنگائی پر قابو پایا جائے۔	[349, 1004, 431, 1159]
section-title: ایران	[547, 1941, 564, 1950]
article-paragraph: ملک بھر میں مختلف شعبوں سے متعلق خبریں اور رپورٹس پیش کی گئی ہیں جن میں حکومت کی پالیسیوں، عوامی مسائل، معیشت، تعلیم، صحت اور امن و امان کی صورتحال پر تفصیلی روشنی ڈالی گئی ہے۔ حکام نے کہا کہ عوام کی سہولت کے لیے اقدامات جاری ہیں اور آئندہ دنوں میں مزید منصوبے شروع کیے جائیں گے۔ شہریوں نے مطالبہ کیا کہ بنیادی سہولیات کی فراہمی کو یقینی بنایا جائے اور مہنگائی پر قابو پایا جائے۔	[524, 1955, 606, 2110]
section-number: نمبر 2	[747, 660, 780, 672]
section-title: خواتین	[194, 1301, 215, 1310]
masthead-english-title: THE DAILY UMMAT ,SATURDAY MAY 03,2025	[3, 1, 219, 12]
section-number: نمبر 29	[218, 1939, 256, 1951]
article-paragraph: ملک بھر میں مختلف شعبوں سے متعلق خبریں اور رپورٹس پیش کی گئی ہیں جن میں حکومت کی پالیسیوں، عوامی مسائل، معیشت، تعلیم، صحت اور امن و امان کی صورتحال پر تفصیلی روشنی ڈالی گئی ہے۔ حکام نے کہا کہ عوام کی سہولت کے لیے اقدامات جاری ہیں اور آئندہ دنوں میں مزید منصوبے شروع کیے جائیں گے۔ شہریوں نے مطالبہ کیا کہ بنیادی سہولیات کی فراہمی کو یقینی بنایا جائے اور مہنگائی پر قابو پایا جائے۔	[611, 190, 693, 345]
section-title: بجلی	[286, 1475, 302, 1484]
section-title: انٹرنیشنل	[627, 21, 657, 29]
article-paragraph: ملک بھر میں مختلف شعبوں سے متعلق خبریں اور رپورٹس پیش کی گئی ہیں جن میں حکومت کی پالیسیوں، عوامی مسائل، معیشت، تعلیم، صحت اور امن و امان کی صورتحال پر تفصیلی روشنی ڈالی گئی ہے۔ حکام نے کہا کہ عوام کی سہولت کے لیے اقدامات جاری ہیں اور آئندہ دنوں میں مزید منصوبے شروع کیے جائیں گے۔ شہریوں نے مطالبہ کیا کہ بنیادی سہولیات کی فراہمی کو یقینی بنایا جائے اور مہنگائی پر قابو پایا جائے۔	[698, 35, 781, 190]
article-paragraph: ملک بھر میں مختلف شعبوں سے متعلق خبریں اور رپورٹس پیش کی گئی ہیں جن میں حکومت کی پالیسیوں، عوامی مسائل، معیشت، تعلیم، صحت اور امن و امان کی صورتحال پر تفصیلی روشنی ڈالی گئی ہے۔ حکام نے کہا کہ عوام کی سہولت کے لیے اقدامات جاری ہیں اور آئندہ دنوں میں مزید منصوبے شروع کیے جائیں گے۔ شہریوں نے مطالبہ کیا کہ بنیادی سہولیات کی فراہمی کو یقینی بنایا جائے اور مہنگائی پر قابو پایا جائے۔	[611, 1489, 693, 1644]
article-paragraph: ملک بھر میں مختلف شعبوں سے متعلق خبریں اور رپورٹس پیش کی گئی ہیں جن میں حکومت کی پالیسیوں، عوامی مسائل، معیشت، تعلیم، صحت اور امن و امان کی صورتحال پر تفصیلی روشنی ڈالی گئی ہے۔ حکام نے کہا کہ عوام کی سہولت کے لیے اقدامات جاری ہیں اور آئندہ دنوں میں مزید منصوبے شروع کیے جائیں گے۔ شہریوں نے مطالبہ کیا کہ بنیادی سہولیات کی فراہمی کو یقینی بنایا جائے اور مہنگائی پر قابو پایا جائے۔	[175, 190, 257, 345]
section-heading	[698, 1299, 781, 1313]
article-paragraph: ملک بھر میں مختلف شعبوں سے متعلق خبریں اور رپورٹس پیش کی گئی ہیں جن میں حکومت کی پالیسیوں، عوامی مسائل، معیشت، تعلیم، صحت اور امن و امان کی صورتحال پر تفصیلی روشنی ڈالی گئی ہے۔ حکام نے کہا کہ عوام کی سہولت کے لیے اقدامات جاری ہیں اور آئندہ دنوں میں مزید منصوبے شروع کیے جائیں گے۔ شہریوں نے مطالبہ کیا کہ بنیادی سہولیات کی فراہمی کو یقینی بنایا جائے اور مہنگائی پر قابو پایا جائے۔	[524, 2420, 606, 2576]
article-paragraph: ملک بھر میں مختلف شعبوں سے متعلق خبریں اور رپورٹس پیش کی گئی ہیں جن میں حکومت کی پالیسیوں، عوامی مسائل، معیشت، تعلیم، صحت اور امن و امان کی صورتحال پر تفصیلی روشنی ڈالی گئی ہے۔ حکام نے کہا کہ عوام کی سہولت کے لیے اقدامات جاری ہیں اور آئندہ دنوں میں مزید منصوبے شروع کیے جائیں گے۔ شہریوں نے مطالبہ کیا کہ بنیادی سہولیات کی فراہمی کو یقینی بنایا جائے اور مہنگائی پر قابو پایا جائے۔	[524, 674, 606, 830]
section-title: مالی مشاورت	[700, 1301, 744, 1310]
section-heading	[175, 659, 257, 673]
section-number: نمبر 4	[660, 20, 692, 32]
article-paragraph: ملک بھر میں مختلف شعبوں سے متعلق خبریں اور رپورٹس پیش کی گئی ہیں جن میں حکومت کی پالیسیوں، عوامی مسائل، معیشت، تعلیم، صحت اور امن و امان کی صورتحال پر تفصیلی روشنی ڈالی گئی ہے۔ حکام نے کہا کہ عوام کی سہولت کے لیے اقدامات جاری ہیں اور آئندہ دنوں میں مزید منصوبے شروع کیے جائیں گے۔ شہریوں نے مطالبہ کیا کہ بنیادی سہولیات کی فراہمی کو یقینی بنایا جائے اور مہنگائی پر قابو پایا جائے۔	[87, 2420, 170, 2576]
section-number: نمبر 16	[392, 20, 431, 32]
article-paragraph: ملک بھر میں مختلف شعبوں سے متعلق خبریں اور رپورٹس پیش کی گئی ہیں جن میں حکومت کی پالیسیوں، عوامی مسائل، معیشت، تعلیم، صحت اور امن و امان کی صورتحال پر تفصیلی روشنی ڈالی گئی ہے۔ حکام نے کہا کہ عوام کی سہولت کے لیے اقدامات جاری ہیں اور آئندہ دنوں میں مزید منصوبے شروع کیے جائیں گے۔ شہریوں نے مطالبہ کیا کہ بنیادی سہولیات کی فراہمی کو یقینی بنایا جائے اور مہنگائی پر قابو پایا جائے۔	[524, 35, 606, 190]
section-title: مارکیٹ	[192, 21, 215, 29]
article-paragraph: ملک بھر میں مختلف شعبوں سے متعلق خبریں اور رپورٹس پیش کی گئی ہیں جن میں حکومت کی پالیسیوں، عوامی مسائل، معیشت، تعلیم، صحت اور امن و امان کی صورتحال پر تفصیلی روشنی ڈالی گئی ہے۔ حکام نے کہا کہ عوام کی سہولت کے لیے اقدامات جاری ہیں اور آئندہ دنوں میں مزید منصوبے شروع کیے جائیں گے۔ شہریوں نے مطالبہ کیا کہ بنیادی سہولیات کی فراہمی کو یقینی بنایا جائے اور مہنگائی پر قابو پایا جائے۔	[611, 345, 693, 501]
section-title: امریکہ	[542, 1301, 564, 1310]
article-paragraph: ملک بھر میں مختلف شعبوں سے متعلق خبریں اور رپورٹس پیش کی گئی ہیں جن میں حکومت کی پالیسیوں، عوامی مسائل، معیشت، تعلیم، صحت اور امن و امان کی صورتحال پر تفصیلی روشنی ڈالی گئی ہے۔ حکام نے کہا کہ عوام کی سہولت کے لیے اقدامات جاری ہیں اور آئندہ دنوں میں مزید منصوبے شروع کیے جائیں گے۔ شہریوں نے مطالبہ کیا کہ بنیادی سہولیات کی فراہمی کو یقینی بنایا جائے اور مہنگائی پر قابو پایا جائے۔	[611, 1160, 693, 1315]
section-heading	[698, 659, 781, 673]
section-heading	[436, 659, 519, 673]
masthead	[0, 0, 783, 14]
article-paragraph: ملک بھر میں مختلف شعبوں سے متعلق خبریں اور رپورٹس پیش کی گئی ہیں جن میں حکومت کی پالیسیوں، عوامی مسائل، معیشت، تعلیم، صحت اور امن و امان کی صورتحال پر تفصیلی روشنی ڈالی گئی ہے۔ حکام نے کہا کہ عوام کی سہولت کے لیے اقدامات جاری ہیں اور آئندہ دنوں میں مزید منصوبے شروع کیے جائیں گے۔ شہریوں نے مطالبہ کیا کہ بنیادی سہولیات کی فراہمی کو یقینی بنایا جائے اور مہنگائی پر قابو پایا جائے۔	[349, 1973, 431, 2128]
article-paragraph: ملک بھر میں مختلف شعبوں سے متعلق خبریں اور رپورٹس پیش کی گئی ہیں جن میں حکومت کی پالیسیوں، عوامی مسائل، معیشت، تعلیم، صحت اور امن و امان کی صورتحال پر تفصیلی روشنی ڈالی گئی ہے۔ حکام نے کہا کہ عوام کی سہولت کے لیے اقدامات جاری ہیں اور آئندہ دنوں میں مزید منصوبے شروع کیے جائیں گے۔ شہریوں نے مطالبہ کیا کہ بنیادی سہولیات کی فراہمی کو یقینی بنایا جائے اور مہنگائی پر قابو پایا جائے۔	[698, 501, 781, 656]
column-7	[172, 16, 259, 2576]
column-rule	[608, 16, 609, 1442]
section-title: بلدیات	[281, 506, 302, 515]
article-paragraph: ملک بھر میں مختلف شعبوں سے متعلق خبریں اور رپورٹس پیش کی گئی ہیں جن میں حکومت کی پالیسیوں، عوامی مسائل، معیشت، تعلیم، صحت اور امن و امان کی صورتحال پر تفصیلی روشنی ڈالی گئی ہے۔ حکام نے کہا کہ عوام کی سہولت کے لیے اقدامات جاری ہیں اور آئندہ دنوں میں مزید منصوبے شروع کیے جائیں گے۔ شہریوں نے مطالبہ کیا کہ بنیادی سہولیات کی فراہمی کو یقینی بنایا جائے اور مہنگائی پر قابو پایا جائے۔	[262, 2284, 344, 2439]
article-paragraph: ملک بھر میں مختلف شعبوں سے متعلق خبریں اور رپورٹس پیش کی گئی ہیں جن میں حکومت کی پالیسیوں، عوامی مسائل، معیشت، تعلیم، صحت اور امن و امان کی صورتحال پر تفصیلی روشنی ڈالی گئی ہے۔ حکام نے کہا کہ عوام کی سہولت کے لیے اقدامات جاری ہیں اور آئندہ دنوں میں مزید منصوبے شروع کیے جائیں گے۔ شہریوں نے مطالبہ کیا کہ بنیادی سہولیات کی فراہمی کو یقینی بنایا جائے اور مہنگائی پر قابو پایا جائے۔	[611, 2284, 693, 2439]
section-heading	[262, 19, 344, 33]
section-title: انتقال	[109, 1941, 127, 1950]
article-paragraph: ملک بھر میں مختلف شعبوں سے متعلق خبریں اور رپورٹس پیش کی گئی ہیں جن میں حکومت کی پالیسیوں، عوامی مسائل، معیشت، تعلیم، صحت اور امن و امان کی صورتحال پر تفصیلی روشنی ڈالی گئی ہے۔ حکام نے کہا کہ عوام کی سہولت کے لیے اقدامات جاری ہیں اور آئندہ دنوں میں مزید منصوبے شروع کیے جائیں گے۔ شہریوں نے مطالبہ کیا کہ بنیادی سہولیات کی فراہمی کو یقینی بنایا جائے اور مہنگائی پر قابو پایا جائے۔	[175, 345, 257, 501]
columns-area	[0, 16, 783, 2576]
article-paragraph: ملک بھر میں مختلف شعبوں سے متعلق خبریں اور رپورٹس پیش کی گئی ہیں جن میں حکومت کی پالیسیوں، عوامی مسائل، معیشت، تعلیم، صحت اور امن و امان کی صورتحال پر تفصیلی روشنی ڈالی گئی ہے۔ حکام نے کہا کہ عوام کی سہولت کے لیے اقدامات جاری ہیں اور آئندہ دنوں میں مزید منصوبے شروع کیے جائیں گے۔ شہریوں نے مطالبہ کیا کہ بنیادی سہولیات کی فراہمی کو یقینی بنایا جائے اور مہنگائی پر قابو پایا جائے۔	[349, 35, 431, 190]
section-number: نمبر 19	[392, 1474, 431, 1486]
